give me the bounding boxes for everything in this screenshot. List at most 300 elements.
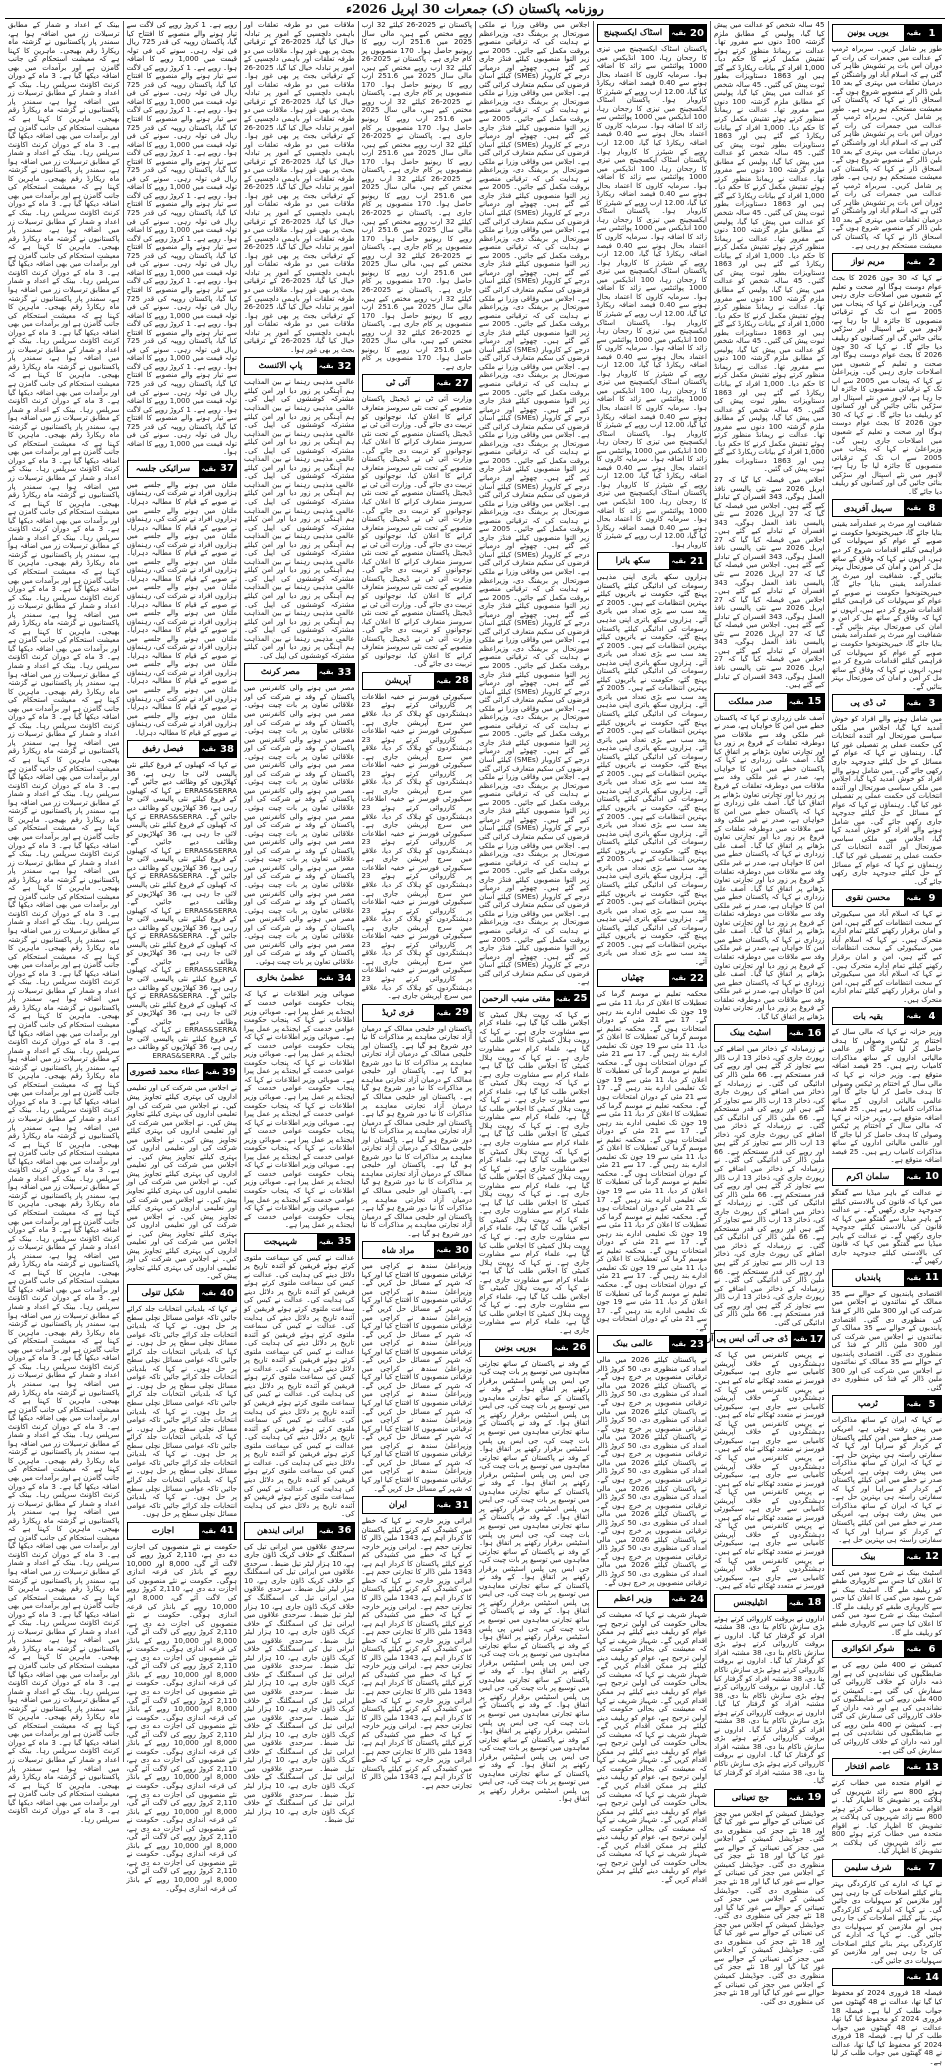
story-number: 12 <box>923 1549 941 1565</box>
story-title: ڈی جی آئی ایس پی آر <box>707 1334 788 1345</box>
story-body-continued: اداروں نے بروقت کارروائی کرتے ہوئے بڑی سازش ناکام بنا دی، 38 مشتبہ افراد کو گرفتار کیا گیا۔ <box>714 1750 825 1786</box>
story-body-continued: محکمہ تعلیم نے موسم گرما کی تعطیلات کا اعلان کر دیا، 11 مئی سے 19 جون تک تعلیمی ادارے بند رہیں گے۔ 17 سے 21 مئی کے دوران امتحانات ہوں گے۔ <box>596 1057 708 1110</box>
story-number: 26 <box>571 1340 589 1356</box>
story-number: 27 <box>453 375 471 391</box>
story-body-continued: وزارت آئی ٹی نے ڈیجیٹل پاکستان منصوبے کے تحت نئی سروسز متعارف کرانے کا اعلان کیا، نوجوانوں کو تربیت دی جائے گی۔ <box>361 599 472 635</box>
story-body-continued: محکمہ تعلیم نے موسم گرما کی تعطیلات کا اعلان کر دیا، 11 مئی سے 19 جون تک تعلیمی ادارے بند رہیں گے۔ 17 سے 21 مئی کے دوران امتحانات ہوں گے۔ <box>596 1280 708 1332</box>
story-number: 38 <box>218 741 236 757</box>
story-body: حکومت نے نئے منصوبوں کی اجازت دے دی ہے، 2,110 کروڑ روپے کی لاگت آئے گی، 8,000 اور 10,000 روپے کے بانڈز کی قرعہ اندازی ہوگی۔ حکومت نے نئے منصوبوں کی اجازت دے دی ہے، 2,110 کروڑ روپے کی لاگت آئے گی، 8,000 اور 10,000 روپے کے بانڈز کی قرعہ اندازی ہوگی۔ حکومت نے نئے منصوبوں کی اجازت دے دی ہے، 2,110 کروڑ روپے کی لاگت آئے گی، 8,000 اور 10,000 روپے کے بانڈز کی قرعہ اندازی ہوگی۔ حکومت نے نئے منصوبوں کی اجازت دے دی ہے، 2,110 کروڑ روپے کی لاگت آئے گی، 8,000 اور 10,000 روپے کے بانڈز کی قرعہ اندازی ہوگی۔ حکومت نے نئے منصوبوں کی اجازت دے دی ہے، 2,110 کروڑ روپے کی لاگت آئے گی، 8,000 اور 10,000 روپے کے بانڈز کی قرعہ اندازی ہوگی۔ حکومت نے نئے منصوبوں کی اجازت دے دی ہے، 2,110 کروڑ روپے کی لاگت آئے گی، 8,000 اور 10,000 روپے کے بانڈز کی قرعہ اندازی ہوگی۔ حکومت نے نئے منصوبوں کی اجازت دے دی ہے، 2,110 کروڑ روپے کی لاگت آئے گی، 8,000 اور 10,000 روپے کے بانڈز کی قرعہ اندازی ہوگی۔ حکومت نے نئے منصوبوں کی اجازت دے دی ہے، 2,110 کروڑ روپے کی لاگت آئے گی، 8,000 اور 10,000 روپے کے بانڈز کی قرعہ اندازی ہوگی۔ حکومت نے نئے منصوبوں کی اجازت دے دی ہے، 2,110 کروڑ روپے کی لاگت آئے گی، 8,000 اور 10,000 روپے کے بانڈز کی قرعہ اندازی ہوگی۔ حکومت نے نئے منصوبوں کی اجازت دے دی ہے، 2,110 کروڑ روپے کی لاگت آئے گی، 8,000 اور 10,000 روپے کے بانڈز کی قرعہ اندازی ہوگی۔ <box>126 1541 238 1893</box>
story-body-continued: 45 سالہ شخص کو عدالت میں پیش کیا گیا، پولیس کے مطابق ملزم گزشتہ 100 دنوں سے مفرور تھا۔ عدالت نے ریمانڈ منظور کرتے ہوئے تفتیش مکمل کرنے کا حکم دیا۔ 1,000 افراد کے بیانات ریکارڈ کیے گئے ہیں اور 1863 دستاویزات بطور ثبوت پیش کی گئیں۔ <box>714 79 825 158</box>
story-title: مریم نواز <box>851 257 885 268</box>
story-body-continued: شہباز شریف نے کہا کہ معیشت کی بحالی حکومت کی اولین ترجیح ہے، عوام کو ریلیف دینے کیلئے ہر ممکن اقدام کریں گے۔ <box>596 1815 707 1850</box>
story-body-continued: نے پریس کانفرنس میں کہا کہ دہشتگردوں کے خلاف آپریشن کامیابی سے جاری ہے، سیکیورٹی فورسز نے متعدد ٹھکانے تباہ کیے ہیں۔ <box>714 1418 825 1454</box>
story-body-continued: سرحدی علاقوں میں ایرانی تیل کی اسمگلنگ کے خلاف کریک ڈاؤن جاری ہے، 10 ہزار لیٹر تیل ضبط۔ <box>244 1661 355 1696</box>
story-title: وزیر اعظم <box>613 1594 653 1605</box>
story-body-continued: پاکستان اسٹاک ایکسچینج میں تیزی کا رجحان رہا، 100 انڈیکس میں 1000 پوائنٹس سے زائد کا اضافہ ہوا۔ سرمایہ کاروں کا اعتماد بحال ہونے سے 0.40 فیصد اضافہ ریکارڈ کیا گیا، 12.00 ارب روپے کے شیئرز کا کاروبار ہوا۔ <box>596 95 707 156</box>
story-body-continued: جوڈیشل کمیشن کے اجلاس میں ججز کی تعیناتی کے حوالے سے غور کیا گیا اور 18 نئے ججز کی منظوری دی گئی۔ <box>714 1945 825 1981</box>
story-body-continued: نے کہا کہ بلدیاتی انتخابات جلد کرائے جائیں تاکہ عوامی مسائل نچلی سطح پر حل ہوں۔ <box>126 1423 238 1459</box>
story-body-continued: مصر میں ہونے والی کانفرنس میں پاکستان کے وفد نے شرکت کی اور علاقائی تعاون پر بات چیت ہوئی۔ <box>244 888 355 915</box>
story-body-continued: اجلاس میں وفاقی وزرا نے ملکی صورتحال پر بریفنگ دی، وزیراعظم نے ہدایت کی کہ ترقیاتی منصوبے بروقت مکمل کیے جائیں۔ 2005 سے زیر التوا منصوبوں کیلئے فنڈز جاری کیے گئے ہیں۔ چھوٹے اور درمیانے درجے کے کاروبار (SMEs) کیلئے آسان قرضوں کی سکیم متعارف کرائی گئی ہے۔ <box>479 772 590 850</box>
story-body-continued: 45 سالہ شخص کو عدالت میں پیش کیا گیا، پولیس کے مطابق ملزم گزشتہ 100 دنوں سے مفرور تھا۔ عدالت نے ریمانڈ منظور کرتے ہوئے تفتیش مکمل کرنے کا حکم دیا۔ 1,000 افراد کے بیانات ریکارڈ کیے گئے ہیں اور 1863 دستاویزات بطور ثبوت پیش کی گئیں۔ <box>714 276 825 346</box>
story-body-continued: 45 سالہ شخص کو عدالت میں پیش کیا گیا، پولیس کے مطابق ملزم گزشتہ 100 دنوں سے مفرور تھا۔ عدالت نے ریمانڈ منظور کرتے ہوئے تفتیش مکمل کرنے کا حکم دیا۔ 1,000 افراد کے بیانات ریکارڈ کیے گئے ہیں اور 1863 دستاویزات بطور ثبوت پیش کی گئیں۔ <box>714 336 825 414</box>
story-body-continued: سرحدی علاقوں میں ایرانی تیل کی اسمگلنگ کے خلاف کریک ڈاؤن جاری ہے، 10 ہزار لیٹر تیل ضبط۔ <box>244 1789 355 1825</box>
story-number: 33 <box>336 664 354 680</box>
story-number: 11 <box>923 1270 941 1286</box>
story-body: ایرانی وزیر خارجہ نے کہا کہ خطے میں کشیدگی کم کرنے کیلئے پاکستان کا کردار اہم ہے، 1343 ملین ڈالر کا تجارتی حجم ہے۔ ایرانی وزیر خارجہ نے کہا کہ خطے میں کشیدگی کم کرنے کیلئے پاکستان کا کردار اہم ہے، 1343 ملین ڈالر کا تجارتی حجم ہے۔ ایرانی وزیر خارجہ نے کہا کہ خطے میں کشیدگی کم کرنے کیلئے پاکستان کا کردار اہم ہے، 1343 ملین ڈالر کا تجارتی حجم ہے۔ ایرانی وزیر خارجہ نے کہا کہ خطے میں کشیدگی کم کرنے کیلئے پاکستان کا کردار اہم ہے، 1343 ملین ڈالر کا تجارتی حجم ہے۔ ایرانی وزیر خارجہ نے کہا کہ خطے میں کشیدگی کم کرنے کیلئے پاکستان کا کردار اہم ہے، 1343 ملین ڈالر کا تجارتی حجم ہے۔ ایرانی وزیر خارجہ نے کہا کہ خطے میں کشیدگی کم کرنے کیلئے پاکستان کا کردار اہم ہے، 1343 ملین ڈالر کا تجارتی حجم ہے۔ ایرانی وزیر خارجہ نے کہا کہ خطے میں کشیدگی کم کرنے کیلئے پاکستان کا کردار اہم ہے، 1343 ملین ڈالر کا تجارتی حجم ہے۔ ایرانی وزیر خارجہ نے کہا کہ خطے میں کشیدگی کم کرنے کیلئے پاکستان کا کردار اہم ہے، 1343 ملین ڈالر کا تجارتی حجم ہے۔ ایرانی وزیر خارجہ نے کہا کہ خطے میں کشیدگی کم کرنے کیلئے پاکستان کا کردار اہم ہے، 1343 ملین ڈالر کا تجارتی حجم ہے۔ <box>361 1516 473 1790</box>
story-title: ایران <box>388 1500 407 1511</box>
story-body: نے کہا کہ ایران کے ساتھ مذاکرات میں پیش رفت ہوئی ہے، امریکی صدر نے خطے میں امن کیلئے پاکستان کے کردار کو سراہا اور کہا کہ سفارتی راستہ ہی بہترین حل ہے۔ نے کہا کہ ایران کے ساتھ مذاکرات میں پیش رفت ہوئی ہے، امریکی صدر نے خطے میں امن کیلئے پاکستان کے کردار کو سراہا اور کہا کہ سفارتی راستہ ہی بہترین حل ہے۔ نے کہا کہ ایران کے ساتھ مذاکرات میں پیش رفت ہوئی ہے، امریکی صدر نے خطے میں امن کیلئے پاکستان کے کردار کو سراہا اور کہا کہ سفارتی راستہ ہی بہترین حل ہے۔ <box>831 1415 942 1545</box>
story-body-continued: مصر میں ہونے والی کانفرنس میں پاکستان کے وفد نے شرکت کی اور علاقائی تعاون پر بات چیت ہوئی۔ <box>244 939 355 966</box>
story-body-continued: حکومت نے نئے منصوبوں کی اجازت دے دی ہے، 2,110 کروڑ روپے کی لاگت آئے گی، 8,000 اور 10,000 روپے کے بانڈز کی قرعہ اندازی ہوگی۔ <box>126 1644 238 1688</box>
story-body-continued: شہباز شریف نے کہا کہ معیشت کی بحالی حکومت کی اولین ترجیح ہے، عوام کو ریلیف دینے کیلئے ہر ممکن اقدام کریں گے۔ <box>596 1789 707 1825</box>
story-body-continued: شہباز شریف نے کہا کہ معیشت کی بحالی حکومت کی اولین ترجیح ہے، عوام کو ریلیف دینے کیلئے ہر ممکن اقدام کریں گے۔ <box>596 1695 707 1731</box>
story-continuation-header <box>832 24 943 42</box>
story-body-continued: ایرانی وزیر خارجہ نے کہا کہ خطے میں کشیدگی کم کرنے کیلئے پاکستان کا کردار اہم ہے، 1343 ملین ڈالر کا تجارتی حجم ہے۔ <box>361 1721 472 1756</box>
story-body-continued: جوڈیشل کمیشن کے اجلاس میں ججز کی تعیناتی کے حوالے سے غور کیا گیا اور 18 نئے ججز کی منظوری دی گئی۔ <box>714 1859 825 1895</box>
story-body-continued: روپے ہے۔ 1 کروڑ روپے کی لاگت سے تیار ہونے والے منصوبے کا افتتاح کیا گیا، پاکستان روپیہ کی قدر 725 ریال فی تولہ رہی۔ سونے کی فی تولہ قیمت میں 1,000 روپے کا اضافہ ہوا۔ <box>126 190 237 243</box>
story-body-continued: شہباز شریف نے کہا کہ معیشت کی بحالی حکومت کی اولین ترجیح ہے، عوام کو ریلیف دینے کیلئے ہر ممکن اقدام کریں گے۔ <box>596 1755 707 1790</box>
story-body-continued: وزیراعلیٰ سندھ نے کراچی میں ترقیاتی منصوبوں کا افتتاح کیا اور کہا کہ شہر کے مسائل حل کریں گے۔ <box>361 1440 472 1467</box>
story-body-continued: سیکیورٹی فورسز نے خفیہ اطلاعات پر کارروائی کرتے ہوئے 23 دہشتگردوں کو ہلاک کر دیا، علاقے میں سرچ آپریشن جاری ہے۔ <box>361 760 472 795</box>
story-continuation-header <box>362 1004 473 1022</box>
story-body-continued: مصر میں ہونے والی کانفرنس میں پاکستان کے وفد نے شرکت کی اور علاقائی تعاون پر بات چیت ہوئی۔ <box>244 760 355 787</box>
story-body-continued: کے وفد نے پاکستان کے ساتھ تجارتی معاہدوں میں توسیع پر بات چیت کی، جی ایس پی پلس اسٹیٹس برقرار رکھنے پر اتفاق ہوا۔ <box>479 1700 590 1736</box>
news-column <box>707 20 828 2006</box>
story-body-continued: صوبائی وزیر اطلاعات نے کہا کہ پنجاب حکومت عوامی خدمت کے ایجنڈے پر عمل پیرا ہے۔ <box>244 1117 355 1144</box>
story-body-continued: روپے ہے۔ 1 کروڑ روپے کی لاگت سے تیار ہونے والے منصوبے کا افتتاح کیا گیا، پاکستان روپیہ کی قدر 725 ریال فی تولہ رہی۔ سونے کی فی تولہ قیمت میں 1,000 روپے کا اضافہ ہوا۔ <box>126 62 237 115</box>
story-body-continued: ہزاروں سکھ یاتری اپنی مذہبی رسومات کی ادائیگی کیلئے پاکستان پہنچ گئے، حکومت نے یاتریوں کیلئے بہترین انتظامات کیے ہیں۔ 2005 کے بعد سب سے بڑی تعداد میں یاتری آئے۔ <box>596 615 707 667</box>
continued-label: بقیہ <box>903 25 923 41</box>
story-body: اداروں نے بروقت کارروائی کرتے ہوئے بڑی سازش ناکام بنا دی، 38 مشتبہ افراد کو گرفتار کیا گیا۔ اداروں نے بروقت کارروائی کرتے ہوئے بڑی سازش ناکام بنا دی، 38 مشتبہ افراد کو گرفتار کیا گیا۔ اداروں نے بروقت کارروائی کرتے ہوئے بڑی سازش ناکام بنا دی، 38 مشتبہ افراد کو گرفتار کیا گیا۔ اداروں نے بروقت کارروائی کرتے ہوئے بڑی سازش ناکام بنا دی، 38 مشتبہ افراد کو گرفتار کیا گیا۔ اداروں نے بروقت کارروائی کرتے ہوئے بڑی سازش ناکام بنا دی، 38 مشتبہ افراد کو گرفتار کیا گیا۔ اداروں نے بروقت کارروائی کرتے ہوئے بڑی سازش ناکام بنا دی، 38 مشتبہ افراد کو گرفتار کیا گیا۔ اداروں نے بروقت کارروائی کرتے ہوئے بڑی سازش ناکام بنا دی، 38 مشتبہ افراد کو گرفتار کیا گیا۔ <box>714 1613 825 1786</box>
continued-label: بقیہ <box>786 1595 806 1611</box>
story-body-continued: نے پریس کانفرنس میں کہا کہ دہشتگردوں کے خلاف آپریشن کامیابی سے جاری ہے، سیکیورٹی فورسز نے متعدد ٹھکانے تباہ کیے ہیں۔ <box>714 1487 825 1522</box>
story-body-continued: سرحدی علاقوں میں ایرانی تیل کی اسمگلنگ کے خلاف کریک ڈاؤن جاری ہے، 10 ہزار لیٹر تیل ضبط۔ <box>244 1558 355 1594</box>
story-body-continued: مصر میں ہونے والی کانفرنس میں پاکستان کے وفد نے شرکت کی اور علاقائی تعاون پر بات چیت ہوئی۔ <box>244 785 355 813</box>
column-grid <box>5 20 945 2066</box>
story-number: 4 <box>923 1008 941 1024</box>
story-body-continued: نے اجلاس میں شرکت کی اور تعلیمی اداروں کی بہتری کیلئے تجاویز پیش کیں۔ <box>126 1194 237 1221</box>
story-body-continued: نے کہا کہ رویت ہلال کمیٹی کا اجلاس طلب کیا گیا ہے، علماء کرام سے مشاورت جاری ہے۔ <box>479 1078 590 1105</box>
story-body-continued: ملاقات میں دو طرفہ تعلقات اور باہمی دلچسپی کے امور پر تبادلہ خیال کیا گیا، 2025-26 کے ترقیاتی بجٹ پر بھی غور ہوا۔ <box>244 284 355 320</box>
story-body-continued: نے کہا کہ کھیلوں کے فروغ کیلئے نئی پالیسی لائی جا رہی ہے، 36 کھلاڑیوں کو وظائف دیے جائیں گے۔ ERRAS&SERRA <box>126 845 238 881</box>
continued-label: بقیہ <box>316 1523 336 1539</box>
story-body: اقتصادی پابندیوں کے حوالے سے 35 ممالک کے نمائندوں نے اجلاس میں شرکت کی اور 300 ملین ڈالر کے فنڈ کی منظوری دی گئی۔ اقتصادی پابندیوں کے حوالے سے 35 ممالک کے نمائندوں نے اجلاس میں شرکت کی اور 300 ملین ڈالر کے فنڈ کی منظوری دی گئی۔ اقتصادی پابندیوں کے حوالے سے 35 ممالک کے نمائندوں نے اجلاس میں شرکت کی اور 300 ملین ڈالر کے فنڈ کی منظوری دی گئی۔ <box>831 1288 943 1392</box>
story-body-continued: ملتان میں ہونے والے جلسے میں ہزاروں افراد نے شرکت کی، رہنماؤں نے صوبے کے قیام کا مطالبہ دہرایا۔ <box>126 608 237 635</box>
story-body-continued: بینک کے اعداد و شمار کے مطابق ترسیلات زر میں اضافہ ہوا ہے، سمندر پار پاکستانیوں نے گزشتہ ماہ ریکارڈ رقم بھیجی۔ ماہرین کا کہنا ہے کہ معیشت استحکام کی جانب گامزن ہے اور برآمدات میں بھی اضافہ دیکھا گیا ہے۔ 3 ماہ کے دوران کرنٹ اکاؤنٹ سرپلس رہا۔ <box>8 1302 120 1371</box>
story-body-continued: اجلاس میں وفاقی وزرا نے ملکی صورتحال پر بریفنگ دی، وزیراعظم نے ہدایت کی کہ ترقیاتی منصوبے بروقت مکمل کیے جائیں۔ 2005 سے زیر التوا منصوبوں کیلئے فنڈز جاری کیے گئے ہیں۔ چھوٹے اور درمیانے درجے کے کاروبار (SMEs) کیلئے آسان قرضوں کی سکیم متعارف کرائی گئی ہے۔ <box>479 293 590 371</box>
story-continuation-header <box>244 357 355 375</box>
story-body-continued: ملتان میں ہونے والے جلسے میں ہزاروں افراد نے شرکت کی، رہنماؤں نے صوبے کے قیام کا مطالبہ دہرایا۔ <box>126 633 237 660</box>
story-body-continued: ملاقات میں دو طرفہ تعلقات اور باہمی دلچسپی کے امور پر تبادلہ خیال کیا گیا، 2025-26 کے ترقیاتی بجٹ پر بھی غور ہوا۔ <box>244 199 355 235</box>
story-body-continued: صوبائی وزیر اطلاعات نے کہا کہ پنجاب حکومت عوامی خدمت کے ایجنڈے پر عمل پیرا ہے۔ <box>244 1032 355 1059</box>
story-body-continued: کے وفد نے پاکستان کے ساتھ تجارتی معاہدوں میں توسیع پر بات چیت کی، جی ایس پی پلس اسٹیٹس برقرار رکھنے پر اتفاق ہوا۔ <box>479 1606 590 1642</box>
story-body-continued: نے پاکستان کیلئے 2026 میں مالی امداد کی منظوری دی، 50 کروڑ ڈالر ترقیاتی منصوبوں پر خرچ ہوں گے۔ <box>596 1509 707 1536</box>
continued-label: بقیہ <box>668 25 688 41</box>
story-body-continued: وزارت آئی ٹی نے ڈیجیٹل پاکستان منصوبے کے تحت نئی سروسز متعارف کرانے کا اعلان کیا، نوجوانوں کو تربیت دی جائے گی۔ <box>361 573 472 609</box>
story-body: کے وفد نے پاکستان کے ساتھ تجارتی معاہدوں میں توسیع پر بات چیت کی، جی ایس پی پلس اسٹیٹس برقرار رکھنے پر اتفاق ہوا۔ کے وفد نے پاکستان کے ساتھ تجارتی معاہدوں میں توسیع پر بات چیت کی، جی ایس پی پلس اسٹیٹس برقرار رکھنے پر اتفاق ہوا۔ کے وفد نے پاکستان کے ساتھ تجارتی معاہدوں میں توسیع پر بات چیت کی، جی ایس پی پلس اسٹیٹس برقرار رکھنے پر اتفاق ہوا۔ کے وفد نے پاکستان کے ساتھ تجارتی معاہدوں میں توسیع پر بات چیت کی، جی ایس پی پلس اسٹیٹس برقرار رکھنے پر اتفاق ہوا۔ کے وفد نے پاکستان کے ساتھ تجارتی معاہدوں میں توسیع پر بات چیت کی، جی ایس پی پلس اسٹیٹس برقرار رکھنے پر اتفاق ہوا۔ کے وفد نے پاکستان کے ساتھ تجارتی معاہدوں میں توسیع پر بات چیت کی، جی ایس پی پلس اسٹیٹس برقرار رکھنے پر اتفاق ہوا۔ کے وفد نے پاکستان کے ساتھ تجارتی معاہدوں میں توسیع پر بات چیت کی، جی ایس پی پلس اسٹیٹس برقرار رکھنے پر اتفاق ہوا۔ کے وفد نے پاکستان کے ساتھ تجارتی معاہدوں میں توسیع پر بات چیت کی، جی ایس پی پلس اسٹیٹس برقرار رکھنے پر اتفاق ہوا۔ کے وفد نے پاکستان کے ساتھ تجارتی معاہدوں میں توسیع پر بات چیت کی، جی ایس پی پلس اسٹیٹس برقرار رکھنے پر اتفاق ہوا۔ کے وفد نے پاکستان کے ساتھ تجارتی معاہدوں میں توسیع پر بات چیت کی، جی ایس پی پلس اسٹیٹس برقرار رکھنے پر اتفاق ہوا۔ کے وفد نے پاکستان کے ساتھ تجارتی معاہدوں میں توسیع پر بات چیت کی، جی ایس پی پلس اسٹیٹس برقرار رکھنے پر اتفاق ہوا۔ کے وفد نے پاکستان کے ساتھ تجارتی معاہدوں میں توسیع پر بات چیت کی، جی ایس پی پلس اسٹیٹس برقرار رکھنے پر اتفاق ہوا۔ کے وفد نے پاکستان کے ساتھ تجارتی معاہدوں میں توسیع پر بات چیت کی، جی ایس پی پلس اسٹیٹس برقرار رکھنے پر اتفاق ہوا۔ کے وفد نے پاکستان کے ساتھ تجارتی معاہدوں میں توسیع پر بات چیت کی، جی ایس پی پلس اسٹیٹس برقرار رکھنے پر اتفاق ہوا۔ <box>479 1358 590 1804</box>
story-body-continued: کے وفد نے پاکستان کے ساتھ تجارتی معاہدوں میں توسیع پر بات چیت کی، جی ایس پی پلس اسٹیٹس برقرار رکھنے پر اتفاق ہوا۔ <box>479 1734 590 1770</box>
story-body-continued: اجلاس میں وفاقی وزرا نے ملکی صورتحال پر بریفنگ دی، وزیراعظم نے ہدایت کی کہ ترقیاتی منصوبے بروقت مکمل کیے جائیں۔ 2005 سے زیر التوا منصوبوں کیلئے فنڈز جاری کیے گئے ہیں۔ چھوٹے اور درمیانے درجے کے کاروبار (SMEs) کیلئے آسان قرضوں کی سکیم متعارف کرائی گئی ہے۔ <box>479 156 590 235</box>
story-title: محسن نقوی <box>845 893 891 904</box>
story-body-continued: ملاقات میں دو طرفہ تعلقات اور باہمی دلچسپی کے امور پر تبادلہ خیال کیا گیا، 2025-26 کے ترقیاتی بجٹ پر بھی غور ہوا۔ <box>244 165 355 200</box>
story-body-continued: عدالت نے کیس کی سماعت ملتوی کرتے ہوئے فریقین کو آئندہ تاریخ پر دلائل دینے کی ہدایت کی۔ <box>244 1346 355 1373</box>
story-body: نے کہا کہ اسلام آباد میں سیکیورٹی کے سخت انتظامات کیے گئے ہیں، امن و امان برقرار رکھنے کیلئے تمام ادارے متحرک ہیں۔ نے کہا کہ اسلام آباد میں سیکیورٹی کے سخت انتظامات کیے گئے ہیں، امن و امان برقرار رکھنے کیلئے تمام ادارے متحرک ہیں۔ نے کہا کہ اسلام آباد میں سیکیورٹی کے سخت انتظامات کیے گئے ہیں، امن و امان برقرار رکھنے کیلئے تمام ادارے متحرک ہیں۔ <box>831 909 942 1004</box>
story-body-continued: نے کہا کہ رویت ہلال کمیٹی کا اجلاس طلب کیا گیا ہے، علماء کرام سے مشاورت جاری ہے۔ <box>479 1052 590 1079</box>
story-body-continued: وزیر خزانہ نے کہا کہ مالی سال کے اختتام پر ٹیکس وصولی کا ہدف حاصل کر لیا جائے گا اور عالمی مالیاتی اداروں کے ساتھ مذاکرات کامیاب رہے ہیں۔ 25 فیصد اضافہ متوقع ہے۔ <box>831 1112 942 1165</box>
story-body-continued: روپے ہے۔ 1 کروڑ روپے کی لاگت سے تیار ہونے والے منصوبے کا افتتاح کیا گیا، پاکستان روپیہ کی قدر 725 ریال فی تولہ رہی۔ سونے کی فی تولہ قیمت میں 1,000 روپے کا اضافہ ہوا۔ <box>126 361 237 414</box>
story-body-continued: اجلاس میں وفاقی وزرا نے ملکی صورتحال پر بریفنگ دی، وزیراعظم نے ہدایت کی کہ ترقیاتی منصوبے بروقت مکمل کیے جائیں۔ 2005 سے زیر التوا منصوبوں کیلئے فنڈز جاری کیے گئے ہیں۔ چھوٹے اور درمیانے درجے کے کاروبار (SMEs) کیلئے آسان قرضوں کی سکیم متعارف کرائی گئی ہے۔ <box>479 908 590 987</box>
story-title: سہیل آفریدی <box>843 503 893 514</box>
story-number: 36 <box>336 1523 354 1539</box>
story-body-continued: عالمی مذہبی رہنما نے بین المذاہب ہم آہنگی پر زور دیا اور امن کیلئے مشترکہ کوششوں کی اپیل کی۔ <box>244 608 355 635</box>
story-continuation-header <box>127 460 238 478</box>
story-body-continued: اجلاس میں فیصلہ کیا گیا کہ 27 اپریل 2026 سے نئی پالیسی نافذ العمل ہوگی، 343 افسران کے تبادلے کیے گئے ہیں۔ <box>714 620 825 655</box>
story-body-continued: محکمہ تعلیم نے موسم گرما کی تعطیلات کا اعلان کر دیا، 11 مئی سے 19 جون تک تعلیمی ادارے بند رہیں گے۔ 17 سے 21 مئی کے دوران امتحانات ہوں گے۔ <box>596 1211 708 1255</box>
story-body-continued: بینک کے اعداد و شمار کے مطابق ترسیلات زر میں اضافہ ہوا ہے، سمندر پار پاکستانیوں نے گزشتہ ماہ ریکارڈ رقم بھیجی۔ ماہرین کا کہنا ہے کہ معیشت استحکام کی جانب گامزن ہے اور برآمدات میں بھی اضافہ دیکھا گیا ہے۔ 3 ماہ کے دوران کرنٹ اکاؤنٹ سرپلس رہا۔ <box>8 276 120 346</box>
story-body-continued: آصف علی زرداری نے کہا کہ پاکستان خطے میں امن کا خواہاں ہے، صدر نے غیر ملکی وفد سے ملاقات میں دوطرفہ تعلقات کے فروغ پر زور دیا اور تجارتی تعاون بڑھانے پر اتفاق کیا گیا۔ <box>714 755 825 808</box>
story-title: ایرانی ایندھن <box>256 1525 304 1536</box>
story-body-continued: کے وفد نے پاکستان کے ساتھ تجارتی معاہدوں میں توسیع پر بات چیت کی، جی ایس پی پلس اسٹیٹس برقرار رکھنے پر اتفاق ہوا۔ <box>479 1546 590 1582</box>
story-body-continued: عالمی مذہبی رہنما نے بین المذاہب ہم آہنگی پر زور دیا اور امن کیلئے مشترکہ کوششوں کی اپیل کی۔ <box>244 402 355 430</box>
story-body-continued: پاکستان اور خلیجی ممالک کے درمیان آزاد تجارتی معاہدے پر مذاکرات کا نیا دور شروع ہو گیا ہے۔ <box>361 1186 472 1213</box>
story-body-continued: عالمی مذہبی رہنما نے بین المذاہب ہم آہنگی پر زور دیا اور امن کیلئے مشترکہ کوششوں کی اپیل کی۔ <box>244 479 355 506</box>
story-title: ٹرمپ <box>857 1399 878 1410</box>
story-number: 18 <box>806 1595 824 1611</box>
story-title: سکھ یاترا <box>615 556 651 567</box>
story-title: فیصل رفیق <box>142 744 184 755</box>
story-body: روپے ہے۔ 1 کروڑ روپے کی لاگت سے تیار ہونے والے منصوبے کا افتتاح کیا گیا، پاکستان روپیہ کی قدر 725 ریال فی تولہ رہی۔ سونے کی فی تولہ قیمت میں 1,000 روپے کا اضافہ ہوا۔ روپے ہے۔ 1 کروڑ روپے کی لاگت سے تیار ہونے والے منصوبے کا افتتاح کیا گیا، پاکستان روپیہ کی قدر 725 ریال فی تولہ رہی۔ سونے کی فی تولہ قیمت میں 1,000 روپے کا اضافہ ہوا۔ روپے ہے۔ 1 کروڑ روپے کی لاگت سے تیار ہونے والے منصوبے کا افتتاح کیا گیا، پاکستان روپیہ کی قدر 725 ریال فی تولہ رہی۔ سونے کی فی تولہ قیمت میں 1,000 روپے کا اضافہ ہوا۔ روپے ہے۔ 1 کروڑ روپے کی لاگت سے تیار ہونے والے منصوبے کا افتتاح کیا گیا، پاکستان روپیہ کی قدر 725 ریال فی تولہ رہی۔ سونے کی فی تولہ قیمت میں 1,000 روپے کا اضافہ ہوا۔ روپے ہے۔ 1 کروڑ روپے کی لاگت سے تیار ہونے والے منصوبے کا افتتاح کیا گیا، پاکستان روپیہ کی قدر 725 ریال فی تولہ رہی۔ سونے کی فی تولہ قیمت میں 1,000 روپے کا اضافہ ہوا۔ روپے ہے۔ 1 کروڑ روپے کی لاگت سے تیار ہونے والے منصوبے کا افتتاح کیا گیا، پاکستان روپیہ کی قدر 725 ریال فی تولہ رہی۔ سونے کی فی تولہ قیمت میں 1,000 روپے کا اضافہ ہوا۔ روپے ہے۔ 1 کروڑ روپے کی لاگت سے تیار ہونے والے منصوبے کا افتتاح کیا گیا، پاکستان روپیہ کی قدر 725 ریال فی تولہ رہی۔ سونے کی فی تولہ قیمت میں 1,000 روپے کا اضافہ ہوا۔ روپے ہے۔ 1 کروڑ روپے کی لاگت سے تیار ہونے والے منصوبے کا افتتاح کیا گیا، پاکستان روپیہ کی قدر 725 ریال فی تولہ رہی۔ سونے کی فی تولہ قیمت میں 1,000 روپے کا اضافہ ہوا۔ روپے ہے۔ 1 کروڑ روپے کی لاگت سے تیار ہونے والے منصوبے کا افتتاح کیا گیا، پاکستان روپیہ کی قدر 725 ریال فی تولہ رہی۔ سونے کی فی تولہ قیمت میں 1,000 روپے کا اضافہ ہوا۔ روپے ہے۔ 1 کروڑ روپے کی لاگت سے تیار ہونے والے منصوبے کا افتتاح کیا گیا، پاکستان روپیہ کی قدر 725 ریال فی تولہ رہی۔ سونے کی فی تولہ قیمت میں 1,000 روپے کا اضافہ ہوا۔ <box>126 20 237 457</box>
story-body-continued: کے وفد نے پاکستان کے ساتھ تجارتی معاہدوں میں توسیع پر بات چیت کی، جی ایس پی پلس اسٹیٹس برقرار رکھنے پر اتفاق ہوا۔ <box>479 1418 590 1454</box>
story-body-continued: ایرانی وزیر خارجہ نے کہا کہ خطے میں کشیدگی کم کرنے کیلئے پاکستان کا کردار اہم ہے، 1343 ملین ڈالر کا تجارتی حجم ہے۔ <box>361 1601 472 1637</box>
continued-label: بقیہ <box>433 1242 453 1258</box>
story-body-continued: صوبائی وزیر اطلاعات نے کہا کہ پنجاب حکومت عوامی خدمت کے ایجنڈے پر عمل پیرا ہے۔ <box>244 1091 355 1127</box>
story-body-continued: وزیراعلیٰ سندھ نے کراچی میں ترقیاتی منصوبوں کا افتتاح کیا اور کہا کہ شہر کے مسائل حل کریں گے۔ <box>361 1466 472 1493</box>
story-number: 16 <box>806 1025 824 1041</box>
story-body-continued: ملاقات میں دو طرفہ تعلقات اور باہمی دلچسپی کے امور پر تبادلہ خیال کیا گیا، 2025-26 کے ترقیاتی بجٹ پر بھی غور ہوا۔ <box>244 79 355 115</box>
story-number: 37 <box>218 461 236 477</box>
story-body-continued: ملتان میں ہونے والے جلسے میں ہزاروں افراد نے شرکت کی، رہنماؤں نے صوبے کے قیام کا مطالبہ دہرایا۔ <box>126 505 237 532</box>
story-body-continued: شفافیت اور میرٹ پر عملدرآمد یقینی بنایا جائے گا، خیبرپختونخوا حکومت نے صوبے کے عوام کو سہولیات کی فراہمی کیلئے اقدامات شروع کر دیے ہیں، انہوں نے کہا کہ وفاق کے ساتھ مل کر امن و امان کی صورتحال بہتر بنائیں گے۔ <box>831 570 942 631</box>
story-body-continued: پاکستان اور خلیجی ممالک کے درمیان آزاد تجارتی معاہدے پر مذاکرات کا نیا دور شروع ہو گیا ہے۔ <box>361 1160 472 1195</box>
continued-label: بقیہ <box>433 673 453 689</box>
story-body: نے اقوام متحدہ میں خطاب کرتے ہوئے 800 سے زائد شہریوں کی ہلاکت پر تشویش کا اظہار کیا۔ نے اقوام متحدہ میں خطاب کرتے ہوئے 800 سے زائد شہریوں کی ہلاکت پر تشویش کا اظہار کیا۔ نے اقوام متحدہ میں خطاب کرتے ہوئے 800 سے زائد شہریوں کی ہلاکت پر تشویش کا اظہار کیا۔ <box>831 1778 942 1856</box>
story-body-continued: نے کہا کہ بلدیاتی انتخابات جلد کرائے جائیں تاکہ عوامی مسائل نچلی سطح پر حل ہوں۔ <box>126 1449 237 1476</box>
story-body-continued: سرحدی علاقوں میں ایرانی تیل کی اسمگلنگ کے خلاف کریک ڈاؤن جاری ہے، 10 ہزار لیٹر تیل ضبط۔ <box>244 1712 355 1748</box>
story-body-continued: اداروں نے بروقت کارروائی کرتے ہوئے بڑی سازش ناکام بنا دی، 38 مشتبہ افراد کو گرفتار کیا گیا۔ <box>714 1656 825 1692</box>
story-body-continued: روپے ہے۔ 1 کروڑ روپے کی لاگت سے تیار ہونے والے منصوبے کا افتتاح کیا گیا، پاکستان روپیہ کی قدر 725 ریال فی تولہ رہی۔ سونے کی فی تولہ قیمت میں 1,000 روپے کا اضافہ ہوا۔ <box>126 276 237 329</box>
story-title: عظمیٰ بخاری <box>256 973 305 984</box>
story-body-continued: نے پاکستان کیلئے 2026 میں مالی امداد کی منظوری دی، 50 کروڑ ڈالر ترقیاتی منصوبوں پر خرچ ہوں گے۔ <box>596 1380 707 1408</box>
story-title: اجازت <box>151 1525 175 1536</box>
continued-label: بقیہ <box>433 375 453 391</box>
news-column <box>123 20 241 1893</box>
story-body-continued: نے کہا کہ کھیلوں کے فروغ کیلئے نئی پالیسی لائی جا رہی ہے، 36 کھلاڑیوں کو وظائف دیے جائیں گے۔ ERRAS&SERRA <box>126 811 237 855</box>
story-continuation-header <box>832 1168 943 1186</box>
story-body: عدالت نے کیس کی سماعت ملتوی کرتے ہوئے فریقین کو آئندہ تاریخ پر دلائل دینے کی ہدایت کی۔ عدالت نے کیس کی سماعت ملتوی کرتے ہوئے فریقین کو آئندہ تاریخ پر دلائل دینے کی ہدایت کی۔ عدالت نے کیس کی سماعت ملتوی کرتے ہوئے فریقین کو آئندہ تاریخ پر دلائل دینے کی ہدایت کی۔ عدالت نے کیس کی سماعت ملتوی کرتے ہوئے فریقین کو آئندہ تاریخ پر دلائل دینے کی ہدایت کی۔ عدالت نے کیس کی سماعت ملتوی کرتے ہوئے فریقین کو آئندہ تاریخ پر دلائل دینے کی ہدایت کی۔ عدالت نے کیس کی سماعت ملتوی کرتے ہوئے فریقین کو آئندہ تاریخ پر دلائل دینے کی ہدایت کی۔ عدالت نے کیس کی سماعت ملتوی کرتے ہوئے فریقین کو آئندہ تاریخ پر دلائل دینے کی ہدایت کی۔ عدالت نے کیس کی سماعت ملتوی کرتے ہوئے فریقین کو آئندہ تاریخ پر دلائل دینے کی ہدایت کی۔ عدالت نے کیس کی سماعت ملتوی کرتے ہوئے فریقین کو آئندہ تاریخ پر دلائل دینے کی ہدایت کی۔ عدالت نے کیس کی سماعت ملتوی کرتے ہوئے فریقین کو آئندہ تاریخ پر دلائل دینے کی ہدایت کی۔ عدالت نے کیس کی سماعت ملتوی کرتے ہوئے فریقین کو آئندہ تاریخ پر دلائل دینے کی ہدایت کی۔ <box>244 1252 355 1519</box>
story-body-continued: سرحدی علاقوں میں ایرانی تیل کی اسمگلنگ کے خلاف کریک ڈاؤن جاری ہے، 10 ہزار لیٹر تیل ضبط۔ <box>244 1686 355 1722</box>
story-body-continued: نے اجلاس میں شرکت کی اور تعلیمی اداروں کی بہتری کیلئے تجاویز پیش کیں۔ <box>126 1211 237 1238</box>
story-body-continued: وزیر خزانہ نے کہا کہ مالی سال کے اختتام پر ٹیکس وصولی کا ہدف حاصل کر لیا جائے گا اور عالمی مالیاتی اداروں کے ساتھ مذاکرات کامیاب رہے ہیں۔ 25 فیصد اضافہ متوقع ہے۔ <box>831 1069 942 1122</box>
story-body-continued: بینک کے اعداد و شمار کے مطابق ترسیلات زر میں اضافہ ہوا ہے، سمندر پار پاکستانیوں نے گزشتہ ماہ ریکارڈ رقم بھیجی۔ ماہرین کا کہنا ہے کہ معیشت استحکام کی جانب گامزن ہے اور برآمدات میں بھی اضافہ دیکھا گیا ہے۔ 3 ماہ کے دوران کرنٹ اکاؤنٹ سرپلس رہا۔ <box>8 148 120 218</box>
story-body-continued: عدالت نے کیس کی سماعت ملتوی کرتے ہوئے فریقین کو آئندہ تاریخ پر دلائل دینے کی ہدایت کی۔ <box>244 1483 355 1519</box>
story-body-continued: عدالت نے کیس کی سماعت ملتوی کرتے ہوئے فریقین کو آئندہ تاریخ پر دلائل دینے کی ہدایت کی۔ <box>244 1389 355 1425</box>
story-body-continued: نے کہا کہ بلدیاتی انتخابات جلد کرائے جائیں تاکہ عوامی مسائل نچلی سطح پر حل ہوں۔ <box>126 1338 238 1373</box>
story-body-continued: شہباز شریف نے کہا کہ معیشت کی بحالی حکومت کی اولین ترجیح ہے، عوام کو ریلیف دینے کیلئے ہر ممکن اقدام کریں گے۔ <box>596 1849 707 1885</box>
story-body-continued: وزارت آئی ٹی نے ڈیجیٹل پاکستان منصوبے کے تحت نئی سروسز متعارف کرانے کا اعلان کیا، نوجوانوں کو تربیت دی جائے گی۔ <box>361 514 472 549</box>
story-title: اسٹیٹ بینک <box>729 1028 771 1039</box>
story-body: مصر میں ہونے والی کانفرنس میں پاکستان کے وفد نے شرکت کی اور علاقائی تعاون پر بات چیت ہوئی۔ مصر میں ہونے والی کانفرنس میں پاکستان کے وفد نے شرکت کی اور علاقائی تعاون پر بات چیت ہوئی۔ مصر میں ہونے والی کانفرنس میں پاکستان کے وفد نے شرکت کی اور علاقائی تعاون پر بات چیت ہوئی۔ مصر میں ہونے والی کانفرنس میں پاکستان کے وفد نے شرکت کی اور علاقائی تعاون پر بات چیت ہوئی۔ مصر میں ہونے والی کانفرنس میں پاکستان کے وفد نے شرکت کی اور علاقائی تعاون پر بات چیت ہوئی۔ مصر میں ہونے والی کانفرنس میں پاکستان کے وفد نے شرکت کی اور علاقائی تعاون پر بات چیت ہوئی۔ مصر میں ہونے والی کانفرنس میں پاکستان کے وفد نے شرکت کی اور علاقائی تعاون پر بات چیت ہوئی۔ مصر میں ہونے والی کانفرنس میں پاکستان کے وفد نے شرکت کی اور علاقائی تعاون پر بات چیت ہوئی۔ مصر میں ہونے والی کانفرنس میں پاکستان کے وفد نے شرکت کی اور علاقائی تعاون پر بات چیت ہوئی۔ مصر میں ہونے والی کانفرنس میں پاکستان کے وفد نے شرکت کی اور علاقائی تعاون پر بات چیت ہوئی۔ مصر میں ہونے والی کانفرنس میں پاکستان کے وفد نے شرکت کی اور علاقائی تعاون پر بات چیت ہوئی۔ <box>244 683 355 966</box>
story-continuation-header <box>244 969 355 987</box>
story-body-continued: نے کہا کہ رویت ہلال کمیٹی کا اجلاس طلب کیا گیا ہے، علماء کرام سے مشاورت جاری ہے۔ <box>479 1232 590 1267</box>
continued-label: بقیہ <box>198 1285 218 1301</box>
story-body-continued: نے کہا کہ کھیلوں کے فروغ کیلئے نئی پالیسی لائی جا رہی ہے، 36 کھلاڑیوں کو وظائف دیے جائیں گے۔ ERRAS&SERRA <box>126 991 237 1035</box>
story-body-continued: پاکستان نے 2025-26 کیلئے 32 ارب روپے مختص کیے ہیں، مالی سال 2025 میں 251.6 ارب روپے کا ریونیو حاصل ہوا۔ 170 منصوبوں پر کام جاری ہے۔ <box>361 242 473 294</box>
story-number: 5 <box>923 1396 941 1412</box>
story-body-continued: نے کہا کہ رویت ہلال کمیٹی کا اجلاس طلب کیا گیا ہے، علماء کرام سے مشاورت جاری ہے۔ <box>479 1257 590 1284</box>
story-body-continued: عدالت نے کیس کی سماعت ملتوی کرتے ہوئے فریقین کو آئندہ تاریخ پر دلائل دینے کی ہدایت کی۔ <box>244 1440 355 1467</box>
story-number: 6 <box>923 1641 941 1657</box>
story-body-continued: نے کہا کہ رویت ہلال کمیٹی کا اجلاس طلب کیا گیا ہے، علماء کرام سے مشاورت جاری ہے۔ <box>479 1120 590 1147</box>
story-body-continued: ایرانی وزیر خارجہ نے کہا کہ خطے میں کشیدگی کم کرنے کیلئے پاکستان کا کردار اہم ہے، 1343 ملین ڈالر کا تجارتی حجم ہے۔ <box>361 1755 473 1790</box>
story-body-continued: بینک کے اعداد و شمار کے مطابق ترسیلات زر میں اضافہ ہوا ہے، سمندر پار پاکستانیوں نے گزشتہ ماہ ریکارڈ رقم بھیجی۔ ماہرین کا کہنا ہے کہ معیشت استحکام کی جانب گامزن ہے اور برآمدات میں بھی اضافہ دیکھا گیا ہے۔ 3 ماہ کے دوران کرنٹ اکاؤنٹ سرپلس رہا۔ <box>8 336 120 414</box>
story-body-continued: جوڈیشل کمیشن کے اجلاس میں ججز کی تعیناتی کے حوالے سے غور کیا گیا اور 18 نئے ججز کی منظوری دی گئی۔ <box>714 1885 825 1921</box>
continued-label: بقیہ <box>316 664 336 680</box>
story-body-continued: ملتان میں ہونے والے جلسے میں ہزاروں افراد نے شرکت کی، رہنماؤں نے صوبے کے قیام کا مطالبہ دہرایا۔ <box>126 582 237 609</box>
story-body-continued: کے وفد نے پاکستان کے ساتھ تجارتی معاہدوں میں توسیع پر بات چیت کی، جی ایس پی پلس اسٹیٹس برقرار رکھنے پر اتفاق ہوا۔ <box>479 1760 590 1804</box>
story-title: شوگر انکوائری <box>841 1644 895 1655</box>
story-body-continued: نے پریس کانفرنس میں کہا کہ دہشتگردوں کے خلاف آپریشن کامیابی سے جاری ہے، سیکیورٹی فورسز نے متعدد ٹھکانے تباہ کیے ہیں۔ <box>714 1384 825 1420</box>
story-body-continued: ہزاروں سکھ یاتری اپنی مذہبی رسومات کی ادائیگی کیلئے پاکستان پہنچ گئے، حکومت نے یاتریوں کیلئے بہترین انتظامات کیے ہیں۔ 2005 کے بعد سب سے بڑی تعداد میں یاتری آئے۔ <box>596 871 707 924</box>
story-title: یورپی یونین <box>494 1342 537 1353</box>
story-body-continued: مصر میں ہونے والی کانفرنس میں پاکستان کے وفد نے شرکت کی اور علاقائی تعاون پر بات چیت ہوئی۔ <box>244 811 355 838</box>
story-body-continued: پاکستان اسٹاک ایکسچینج میں تیزی کا رجحان رہا، 100 انڈیکس میں 1000 پوائنٹس سے زائد کا اضافہ ہوا۔ سرمایہ کاروں کا اعتماد بحال ہونے سے 0.40 فیصد اضافہ ریکارڈ کیا گیا، 12.00 ارب روپے کے شیئرز کا کاروبار ہوا۔ <box>596 488 707 549</box>
masthead-rule <box>5 18 945 19</box>
story-body-continued: بینک کے اعداد و شمار کے مطابق ترسیلات زر میں اضافہ ہوا ہے، سمندر پار پاکستانیوں نے گزشتہ ماہ ریکارڈ رقم بھیجی۔ ماہرین کا کہنا ہے کہ معیشت استحکام کی جانب گامزن ہے اور برآمدات میں بھی اضافہ دیکھا گیا ہے۔ 3 ماہ کے دوران کرنٹ اکاؤنٹ سرپلس رہا۔ <box>8 592 120 671</box>
story-body-continued: نے کہا کہ رویت ہلال کمیٹی کا اجلاس طلب کیا گیا ہے، علماء کرام سے مشاورت جاری ہے۔ <box>479 1146 590 1173</box>
story-body-continued: اداروں نے بروقت کارروائی کرتے ہوئے بڑی سازش ناکام بنا دی، 38 مشتبہ افراد کو گرفتار کیا گیا۔ <box>714 1724 825 1760</box>
continued-label: بقیہ <box>553 991 573 1007</box>
story-number: 20 <box>688 25 706 41</box>
story-continuation-header <box>832 694 943 712</box>
story-body-continued: ہزاروں سکھ یاتری اپنی مذہبی رسومات کی ادائیگی کیلئے پاکستان پہنچ گئے، حکومت نے یاتریوں کیلئے بہترین انتظامات کیے ہیں۔ 2005 کے بعد سب سے بڑی تعداد میں یاتری آئے۔ <box>596 743 707 795</box>
story-body-continued: 45 سالہ شخص کو عدالت میں پیش کیا گیا، پولیس کے مطابق ملزم گزشتہ 100 دنوں سے مفرور تھا۔ عدالت نے ریمانڈ منظور کرتے ہوئے تفتیش مکمل کرنے کا حکم دیا۔ 1,000 افراد کے بیانات ریکارڈ کیے گئے ہیں اور 1863 دستاویزات بطور ثبوت پیش کی گئیں۔ <box>714 208 825 286</box>
story-body-continued: وزیراعلیٰ سندھ نے کراچی میں ترقیاتی منصوبوں کا افتتاح کیا اور کہا کہ شہر کے مسائل حل کریں گے۔ <box>361 1286 472 1314</box>
story-continuation-header <box>707 1330 825 1348</box>
story-body-continued: سرحدی علاقوں میں ایرانی تیل کی اسمگلنگ کے خلاف کریک ڈاؤن جاری ہے، 10 ہزار لیٹر تیل ضبط۔ <box>244 1763 355 1799</box>
story-body-continued: بینک کے اعداد و شمار کے مطابق ترسیلات زر میں اضافہ ہوا ہے، سمندر پار پاکستانیوں نے گزشتہ ماہ ریکارڈ رقم بھیجی۔ ماہرین کا کہنا ہے کہ معیشت استحکام کی جانب گامزن ہے اور برآمدات میں بھی اضافہ دیکھا گیا ہے۔ 3 ماہ کے دوران کرنٹ اکاؤنٹ سرپلس رہا۔ <box>8 977 120 1055</box>
story-body-continued: عدالت نے کیس کی سماعت ملتوی کرتے ہوئے فریقین کو آئندہ تاریخ پر دلائل دینے کی ہدایت کی۔ <box>244 1363 355 1399</box>
story-number: 15 <box>806 694 824 710</box>
story-body-continued: نے اجلاس میں شرکت کی اور تعلیمی اداروں کی بہتری کیلئے تجاویز پیش کیں۔ <box>126 1100 238 1127</box>
story-body-continued: عالمی مذہبی رہنما نے بین المذاہب ہم آہنگی پر زور دیا اور امن کیلئے مشترکہ کوششوں کی اپیل کی۔ <box>244 582 355 609</box>
story-body: نے زرمبادلہ کے ذخائر میں اضافے کی رپورٹ جاری کی، ذخائر 13 ارب ڈالر سے تجاوز کر گئے ہیں اور روپے کی قدر مستحکم ہے۔ 66 ملین ڈالر کی ادائیگی کی گئی۔ نے زرمبادلہ کے ذخائر میں اضافے کی رپورٹ جاری کی، ذخائر 13 ارب ڈالر سے تجاوز کر گئے ہیں اور روپے کی قدر مستحکم ہے۔ 66 ملین ڈالر کی ادائیگی کی گئی۔ نے زرمبادلہ کے ذخائر میں اضافے کی رپورٹ جاری کی، ذخائر 13 ارب ڈالر سے تجاوز کر گئے ہیں اور روپے کی قدر مستحکم ہے۔ 66 ملین ڈالر کی ادائیگی کی گئی۔ نے زرمبادلہ کے ذخائر میں اضافے کی رپورٹ جاری کی، ذخائر 13 ارب ڈالر سے تجاوز کر گئے ہیں اور روپے کی قدر مستحکم ہے۔ 66 ملین ڈالر کی ادائیگی کی گئی۔ نے زرمبادلہ کے ذخائر میں اضافے کی رپورٹ جاری کی، ذخائر 13 ارب ڈالر سے تجاوز کر گئے ہیں اور روپے کی قدر مستحکم ہے۔ 66 ملین ڈالر کی ادائیگی کی گئی۔ نے زرمبادلہ کے ذخائر میں اضافے کی رپورٹ جاری کی، ذخائر 13 ارب ڈالر سے تجاوز کر گئے ہیں اور روپے کی قدر مستحکم ہے۔ 66 ملین ڈالر کی ادائیگی کی گئی۔ نے زرمبادلہ کے ذخائر میں اضافے کی رپورٹ جاری کی، ذخائر 13 ارب ڈالر سے تجاوز کر گئے ہیں اور روپے کی قدر مستحکم ہے۔ 66 ملین ڈالر کی ادائیگی کی گئی۔ <box>714 1044 825 1327</box>
story-body-continued: بینک کے اعداد و شمار کے مطابق ترسیلات زر میں اضافہ ہوا ہے، سمندر پار پاکستانیوں نے گزشتہ ماہ ریکارڈ رقم بھیجی۔ ماہرین کا کہنا ہے کہ معیشت استحکام کی جانب گامزن ہے اور برآمدات میں بھی اضافہ دیکھا گیا ہے۔ 3 ماہ کے دوران کرنٹ اکاؤنٹ سرپلس رہا۔ <box>8 1105 120 1183</box>
story-body-continued: سیکیورٹی فورسز نے خفیہ اطلاعات پر کارروائی کرتے ہوئے 23 دہشتگردوں کو ہلاک کر دیا، علاقے میں سرچ آپریشن جاری ہے۔ <box>361 862 472 898</box>
story-body-continued: عالمی مذہبی رہنما نے بین المذاہب ہم آہنگی پر زور دیا اور امن کیلئے مشترکہ کوششوں کی اپیل کی۔ <box>244 556 355 583</box>
continued-label: بقیہ <box>433 1005 453 1021</box>
story-body-continued: نے کہا کہ اسلام آباد میں سیکیورٹی کے سخت انتظامات کیے گئے ہیں، امن و امان برقرار رکھنے کیلئے تمام ادارے متحرک ہیں۔ <box>831 934 942 970</box>
story-body-continued: نے کہا کہ رویت ہلال کمیٹی کا اجلاس طلب کیا گیا ہے، علماء کرام سے مشاورت جاری ہے۔ <box>479 1189 590 1216</box>
story-body-continued: اجلاس میں فیصلہ کیا گیا کہ 27 اپریل 2026 سے نئی پالیسی نافذ العمل ہوگی، 343 افسران کے تبادلے کیے گئے ہیں۔ <box>714 560 825 596</box>
story-body: ملاقات میں دو طرفہ تعلقات اور باہمی دلچسپی کے امور پر تبادلہ خیال کیا گیا، 2025-26 کے ترقیاتی بجٹ پر بھی غور ہوا۔ ملاقات میں دو طرفہ تعلقات اور باہمی دلچسپی کے امور پر تبادلہ خیال کیا گیا، 2025-26 کے ترقیاتی بجٹ پر بھی غور ہوا۔ ملاقات میں دو طرفہ تعلقات اور باہمی دلچسپی کے امور پر تبادلہ خیال کیا گیا، 2025-26 کے ترقیاتی بجٹ پر بھی غور ہوا۔ ملاقات میں دو طرفہ تعلقات اور باہمی دلچسپی کے امور پر تبادلہ خیال کیا گیا، 2025-26 کے ترقیاتی بجٹ پر بھی غور ہوا۔ ملاقات میں دو طرفہ تعلقات اور باہمی دلچسپی کے امور پر تبادلہ خیال کیا گیا، 2025-26 کے ترقیاتی بجٹ پر بھی غور ہوا۔ ملاقات میں دو طرفہ تعلقات اور باہمی دلچسپی کے امور پر تبادلہ خیال کیا گیا، 2025-26 کے ترقیاتی بجٹ پر بھی غور ہوا۔ ملاقات میں دو طرفہ تعلقات اور باہمی دلچسپی کے امور پر تبادلہ خیال کیا گیا، 2025-26 کے ترقیاتی بجٹ پر بھی غور ہوا۔ ملاقات میں دو طرفہ تعلقات اور باہمی دلچسپی کے امور پر تبادلہ خیال کیا گیا، 2025-26 کے ترقیاتی بجٹ پر بھی غور ہوا۔ ملاقات میں دو طرفہ تعلقات اور باہمی دلچسپی کے امور پر تبادلہ خیال کیا گیا، 2025-26 کے ترقیاتی بجٹ پر بھی غور ہوا۔ ملاقات میں دو طرفہ تعلقات اور باہمی دلچسپی کے امور پر تبادلہ خیال کیا گیا، 2025-26 کے ترقیاتی بجٹ پر بھی غور ہوا۔ ملاقات میں دو طرفہ تعلقات اور باہمی دلچسپی کے امور پر تبادلہ خیال کیا گیا، 2025-26 کے ترقیاتی بجٹ پر بھی غور ہوا۔ <box>244 20 355 354</box>
story-body: شفافیت اور میرٹ پر عملدرآمد یقینی بنایا جائے گا، خیبرپختونخوا حکومت نے صوبے کے عوام کو سہولیات کی فراہمی کیلئے اقدامات شروع کر دیے ہیں، انہوں نے کہا کہ وفاق کے ساتھ مل کر امن و امان کی صورتحال بہتر بنائیں گے۔ شفافیت اور میرٹ پر عملدرآمد یقینی بنایا جائے گا، خیبرپختونخوا حکومت نے صوبے کے عوام کو سہولیات کی فراہمی کیلئے اقدامات شروع کر دیے ہیں، انہوں نے کہا کہ وفاق کے ساتھ مل کر امن و امان کی صورتحال بہتر بنائیں گے۔ شفافیت اور میرٹ پر عملدرآمد یقینی بنایا جائے گا، خیبرپختونخوا حکومت نے صوبے کے عوام کو سہولیات کی فراہمی کیلئے اقدامات شروع کر دیے ہیں، انہوں نے کہا کہ وفاق کے ساتھ مل کر امن و امان کی صورتحال بہتر بنائیں گے۔ <box>831 519 942 691</box>
story-title: پاپ الائنسٹ <box>258 361 303 372</box>
story-title: مراد شاہ <box>381 1245 415 1256</box>
story-continuation-header <box>832 1269 943 1287</box>
story-title: مفتی منیب الرحمن <box>482 993 551 1004</box>
story-body-continued: نے اقوام متحدہ میں خطاب کرتے ہوئے 800 سے زائد شہریوں کی ہلاکت پر تشویش کا اظہار کیا۔ <box>831 1820 942 1856</box>
news-column <box>475 20 593 1804</box>
continued-label: بقیہ <box>903 1969 923 1985</box>
story-body-continued: بینک کے اعداد و شمار کے مطابق ترسیلات زر میں اضافہ ہوا ہے، سمندر پار پاکستانیوں نے گزشتہ ماہ ریکارڈ رقم بھیجی۔ ماہرین کا کہنا ہے کہ معیشت استحکام کی جانب گامزن ہے اور برآمدات میں بھی اضافہ دیکھا گیا ہے۔ 3 ماہ کے دوران کرنٹ اکاؤنٹ سرپلس رہا۔ <box>8 464 120 542</box>
story-body-continued: روپے ہے۔ 1 کروڑ روپے کی لاگت سے تیار ہونے والے منصوبے کا افتتاح کیا گیا، پاکستان روپیہ کی قدر 725 ریال فی تولہ رہی۔ سونے کی فی تولہ قیمت میں 1,000 روپے کا اضافہ ہوا۔ <box>126 319 237 371</box>
story-number: 3 <box>923 695 941 711</box>
story-body-continued: حکومت نے نئے منصوبوں کی اجازت دے دی ہے، 2,110 کروڑ روپے کی لاگت آئے گی، 8,000 اور 10,000 روپے کے بانڈز کی قرعہ اندازی ہوگی۔ <box>126 1712 238 1756</box>
story-body-continued: روپے ہے۔ 1 کروڑ روپے کی لاگت سے تیار ہونے والے منصوبے کا افتتاح کیا گیا، پاکستان روپیہ کی قدر 725 ریال فی تولہ رہی۔ سونے کی فی تولہ قیمت میں 1,000 روپے کا اضافہ ہوا۔ <box>126 404 237 457</box>
story-body-continued: اداروں نے بروقت کارروائی کرتے ہوئے بڑی سازش ناکام بنا دی، 38 مشتبہ افراد کو گرفتار کیا گیا۔ <box>714 1630 825 1666</box>
story-title: صدر مملکت <box>728 696 773 707</box>
story-body: محکمہ تعلیم نے موسم گرما کی تعطیلات کا اعلان کر دیا، 11 مئی سے 19 جون تک تعلیمی ادارے بند رہیں گے۔ 17 سے 21 مئی کے دوران امتحانات ہوں گے۔ محکمہ تعلیم نے موسم گرما کی تعطیلات کا اعلان کر دیا، 11 مئی سے 19 جون تک تعلیمی ادارے بند رہیں گے۔ 17 سے 21 مئی کے دوران امتحانات ہوں گے۔ محکمہ تعلیم نے موسم گرما کی تعطیلات کا اعلان کر دیا، 11 مئی سے 19 جون تک تعلیمی ادارے بند رہیں گے۔ 17 سے 21 مئی کے دوران امتحانات ہوں گے۔ محکمہ تعلیم نے موسم گرما کی تعطیلات کا اعلان کر دیا، 11 مئی سے 19 جون تک تعلیمی ادارے بند رہیں گے۔ 17 سے 21 مئی کے دوران امتحانات ہوں گے۔ محکمہ تعلیم نے موسم گرما کی تعطیلات کا اعلان کر دیا، 11 مئی سے 19 جون تک تعلیمی ادارے بند رہیں گے۔ 17 سے 21 مئی کے دوران امتحانات ہوں گے۔ محکمہ تعلیم نے موسم گرما کی تعطیلات کا اعلان کر دیا، 11 مئی سے 19 جون تک تعلیمی ادارے بند رہیں گے۔ 17 سے 21 مئی کے دوران امتحانات ہوں گے۔ محکمہ تعلیم نے موسم گرما کی تعطیلات کا اعلان کر دیا، 11 مئی سے 19 جون تک تعلیمی ادارے بند رہیں گے۔ 17 سے 21 مئی کے دوران امتحانات ہوں گے۔ محکمہ تعلیم نے موسم گرما کی تعطیلات کا اعلان کر دیا، 11 مئی سے 19 جون تک تعلیمی ادارے بند رہیں گے۔ 17 سے 21 مئی کے دوران امتحانات ہوں گے۔ محکمہ تعلیم نے موسم گرما کی تعطیلات کا اعلان کر دیا، 11 مئی سے 19 جون تک تعلیمی ادارے بند رہیں گے۔ 17 سے 21 مئی کے دوران امتحانات ہوں گے۔ <box>596 989 708 1332</box>
story-body-continued: نے کہا کہ ایران کے ساتھ مذاکرات میں پیش رفت ہوئی ہے، امریکی صدر نے خطے میں امن کیلئے پاکستان کے کردار کو سراہا اور کہا کہ سفارتی راستہ ہی بہترین حل ہے۔ <box>831 1458 942 1502</box>
story-body-continued: صوبائی وزیر اطلاعات نے کہا کہ پنجاب حکومت عوامی خدمت کے ایجنڈے پر عمل پیرا ہے۔ <box>244 1049 355 1084</box>
story-continuation-header <box>597 24 708 42</box>
story-body-continued: نے کہا کہ رویت ہلال کمیٹی کا اجلاس طلب کیا گیا ہے، علماء کرام سے مشاورت جاری ہے۔ <box>479 1283 590 1310</box>
story-body-continued: جوڈیشل کمیشن کے اجلاس میں ججز کی تعیناتی کے حوالے سے غور کیا گیا اور 18 نئے ججز کی منظوری دی گئی۔ <box>714 1919 825 1955</box>
story-body-continued: بینک کے اعداد و شمار کے مطابق ترسیلات زر میں اضافہ ہوا ہے، سمندر پار پاکستانیوں نے گزشتہ ماہ ریکارڈ رقم بھیجی۔ ماہرین کا کہنا ہے کہ معیشت استحکام کی جانب گامزن ہے اور برآمدات میں بھی اضافہ دیکھا گیا ہے۔ 3 ماہ کے دوران کرنٹ اکاؤنٹ سرپلس رہا۔ <box>8 208 120 286</box>
story-title: آپریشن <box>385 675 411 686</box>
story-body-continued: نے پاکستان کیلئے 2026 میں مالی امداد کی منظوری دی، 50 کروڑ ڈالر ترقیاتی منصوبوں پر خرچ ہوں گے۔ <box>596 1457 707 1484</box>
story-body-continued: مصر میں ہونے والی کانفرنس میں پاکستان کے وفد نے شرکت کی اور علاقائی تعاون پر بات چیت ہوئی۔ <box>244 734 355 761</box>
story-title: ٹی ڈی پی <box>850 698 886 709</box>
story-body-continued: کے وفد نے پاکستان کے ساتھ تجارتی معاہدوں میں توسیع پر بات چیت کی، جی ایس پی پلس اسٹیٹس برقرار رکھنے پر اتفاق ہوا۔ <box>479 1384 590 1428</box>
continued-label: بقیہ <box>551 1340 571 1356</box>
story-body-continued: پاکستان اسٹاک ایکسچینج میں تیزی کا رجحان رہا، 100 انڈیکس میں 1000 پوائنٹس سے زائد کا اضافہ ہوا۔ سرمایہ کاروں کا اعتماد بحال ہونے سے 0.40 فیصد اضافہ ریکارڈ کیا گیا، 12.00 ارب روپے کے شیئرز کا کاروبار ہوا۔ <box>596 377 708 438</box>
continued-label: بقیہ <box>790 1331 810 1347</box>
story-body: نے کہا کہ بلدیاتی انتخابات جلد کرائے جائیں تاکہ عوامی مسائل نچلی سطح پر حل ہوں۔ نے کہا کہ بلدیاتی انتخابات جلد کرائے جائیں تاکہ عوامی مسائل نچلی سطح پر حل ہوں۔ نے کہا کہ بلدیاتی انتخابات جلد کرائے جائیں تاکہ عوامی مسائل نچلی سطح پر حل ہوں۔ نے کہا کہ بلدیاتی انتخابات جلد کرائے جائیں تاکہ عوامی مسائل نچلی سطح پر حل ہوں۔ نے کہا کہ بلدیاتی انتخابات جلد کرائے جائیں تاکہ عوامی مسائل نچلی سطح پر حل ہوں۔ نے کہا کہ بلدیاتی انتخابات جلد کرائے جائیں تاکہ عوامی مسائل نچلی سطح پر حل ہوں۔ نے کہا کہ بلدیاتی انتخابات جلد کرائے جائیں تاکہ عوامی مسائل نچلی سطح پر حل ہوں۔ نے کہا کہ بلدیاتی انتخابات جلد کرائے جائیں تاکہ عوامی مسائل نچلی سطح پر حل ہوں۔ نے کہا کہ بلدیاتی انتخابات جلد کرائے جائیں تاکہ عوامی مسائل نچلی سطح پر حل ہوں۔ نے کہا کہ بلدیاتی انتخابات جلد کرائے جائیں تاکہ عوامی مسائل نچلی سطح پر حل ہوں۔ <box>126 1304 238 1519</box>
story-body-continued: جوڈیشل کمیشن کے اجلاس میں ججز کی تعیناتی کے حوالے سے غور کیا گیا اور 18 نئے ججز کی منظوری دی گئی۔ <box>714 1834 825 1869</box>
story-body: پاکستان نے 2025-26 کیلئے 32 ارب روپے مختص کیے ہیں، مالی سال 2025 میں 251.6 ارب روپے کا ریونیو حاصل ہوا۔ 170 منصوبوں پر کام جاری ہے۔ پاکستان نے 2025-26 کیلئے 32 ارب روپے مختص کیے ہیں، مالی سال 2025 میں 251.6 ارب روپے کا ریونیو حاصل ہوا۔ 170 منصوبوں پر کام جاری ہے۔ پاکستان نے 2025-26 کیلئے 32 ارب روپے مختص کیے ہیں، مالی سال 2025 میں 251.6 ارب روپے کا ریونیو حاصل ہوا۔ 170 منصوبوں پر کام جاری ہے۔ پاکستان نے 2025-26 کیلئے 32 ارب روپے مختص کیے ہیں، مالی سال 2025 میں 251.6 ارب روپے کا ریونیو حاصل ہوا۔ 170 منصوبوں پر کام جاری ہے۔ پاکستان نے 2025-26 کیلئے 32 ارب روپے مختص کیے ہیں، مالی سال 2025 میں 251.6 ارب روپے کا ریونیو حاصل ہوا۔ 170 منصوبوں پر کام جاری ہے۔ پاکستان نے 2025-26 کیلئے 32 ارب روپے مختص کیے ہیں، مالی سال 2025 میں 251.6 ارب روپے کا ریونیو حاصل ہوا۔ 170 منصوبوں پر کام جاری ہے۔ پاکستان نے 2025-26 کیلئے 32 ارب روپے مختص کیے ہیں، مالی سال 2025 میں 251.6 ارب روپے کا ریونیو حاصل ہوا۔ 170 منصوبوں پر کام جاری ہے۔ پاکستان نے 2025-26 کیلئے 32 ارب روپے مختص کیے ہیں، مالی سال 2025 میں 251.6 ارب روپے کا ریونیو حاصل ہوا۔ 170 منصوبوں پر کام جاری ہے۔ پاکستان نے 2025-26 کیلئے 32 ارب روپے مختص کیے ہیں، مالی سال 2025 میں 251.6 ارب روپے کا ریونیو حاصل ہوا۔ 170 منصوبوں پر کام جاری ہے۔ <box>361 20 473 371</box>
story-body-continued: طور پر شامل کریں۔ سربراہ ٹرمپ کے عدالت میں جمعرات کی رات کے دوران اس بات پر تشویش ظاہر کی گئی ہے کہ اسلام آباد اور واشنگٹن کے درمیان تعلقات میں بہتری کے بعد 10 بلین ڈالر کے منصوبے شروع ہوں گے۔ اسحاق ڈار نے کہا کہ پاکستان کی معیشت مستحکم ہو رہی ہے۔ <box>831 172 942 250</box>
story-number: 7 <box>923 1860 941 1876</box>
story-body-continued: ہزاروں سکھ یاتری اپنی مذہبی رسومات کی ادائیگی کیلئے پاکستان پہنچ گئے، حکومت نے یاتریوں کیلئے بہترین انتظامات کیے ہیں۔ 2005 کے بعد سب سے بڑی تعداد میں یاتری آئے۔ <box>596 914 707 966</box>
story-body-continued: نے کہا کہ رویت ہلال کمیٹی کا اجلاس طلب کیا گیا ہے، علماء کرام سے مشاورت جاری ہے۔ <box>479 1214 590 1242</box>
story-title: عطاء محمد قصوری <box>129 1067 201 1078</box>
story-body-continued: نے کہا کہ اسلام آباد میں سیکیورٹی کے سخت انتظامات کیے گئے ہیں، امن و امان برقرار رکھنے کیلئے تمام ادارے متحرک ہیں۔ <box>831 969 942 1004</box>
story-body-continued: محکمہ تعلیم نے موسم گرما کی تعطیلات کا اعلان کر دیا، 11 مئی سے 19 جون تک تعلیمی ادارے بند رہیں گے۔ 17 سے 21 مئی کے دوران امتحانات ہوں گے۔ <box>596 1100 708 1144</box>
story-continuation-header <box>479 990 590 1008</box>
story-body: وزیر خزانہ نے کہا کہ مالی سال کے اختتام پر ٹیکس وصولی کا ہدف حاصل کر لیا جائے گا اور عالمی مالیاتی اداروں کے ساتھ مذاکرات کامیاب رہے ہیں۔ 25 فیصد اضافہ متوقع ہے۔ وزیر خزانہ نے کہا کہ مالی سال کے اختتام پر ٹیکس وصولی کا ہدف حاصل کر لیا جائے گا اور عالمی مالیاتی اداروں کے ساتھ مذاکرات کامیاب رہے ہیں۔ 25 فیصد اضافہ متوقع ہے۔ وزیر خزانہ نے کہا کہ مالی سال کے اختتام پر ٹیکس وصولی کا ہدف حاصل کر لیا جائے گا اور عالمی مالیاتی اداروں کے ساتھ مذاکرات کامیاب رہے ہیں۔ 25 فیصد اضافہ متوقع ہے۔ <box>831 1027 943 1165</box>
story-continuation-header <box>362 672 473 690</box>
story-body-continued: عدالت نے کیس کی سماعت ملتوی کرتے ہوئے فریقین کو آئندہ تاریخ پر دلائل دینے کی ہدایت کی۔ <box>244 1269 355 1305</box>
story-body-continued: بینک کے اعداد و شمار کے مطابق ترسیلات زر میں اضافہ ہوا ہے، سمندر پار پاکستانیوں نے گزشتہ ماہ ریکارڈ رقم بھیجی۔ ماہرین کا کہنا ہے کہ معیشت استحکام کی جانب گامزن ہے اور برآمدات میں بھی اضافہ دیکھا گیا ہے۔ 3 ماہ کے دوران کرنٹ اکاؤنٹ سرپلس رہا۔ <box>8 661 120 730</box>
story-body-continued: بینک کے اعداد و شمار کے مطابق ترسیلات زر میں اضافہ ہوا ہے، سمندر پار پاکستانیوں نے گزشتہ ماہ ریکارڈ رقم بھیجی۔ ماہرین کا کہنا ہے کہ معیشت استحکام کی جانب گامزن ہے اور برآمدات میں بھی اضافہ دیکھا گیا ہے۔ 3 ماہ کے دوران کرنٹ اکاؤنٹ سرپلس رہا۔ <box>8 1173 120 1243</box>
story-continuation-header <box>714 693 825 711</box>
story-body-continued: نے زرمبادلہ کے ذخائر میں اضافے کی رپورٹ جاری کی، ذخائر 13 ارب ڈالر سے تجاوز کر گئے ہیں اور روپے کی قدر مستحکم ہے۔ 66 ملین ڈالر کی ادائیگی کی گئی۔ <box>714 1198 825 1250</box>
continued-label: بقیہ <box>316 1234 336 1250</box>
story-continuation-header <box>832 1758 943 1776</box>
story-body-continued: بینک کے اعداد و شمار کے مطابق ترسیلات زر میں اضافہ ہوا ہے، سمندر پار پاکستانیوں نے گزشتہ ماہ ریکارڈ رقم بھیجی۔ ماہرین کا کہنا ہے کہ معیشت استحکام کی جانب گامزن ہے اور برآمدات میں بھی اضافہ دیکھا گیا ہے۔ 3 ماہ کے دوران کرنٹ اکاؤنٹ سرپلس رہا۔ <box>8 720 120 799</box>
story-body-continued: بینک کے اعداد و شمار کے مطابق ترسیلات زر میں اضافہ ہوا ہے، سمندر پار پاکستانیوں نے گزشتہ ماہ ریکارڈ رقم بھیجی۔ ماہرین کا کہنا ہے کہ معیشت استحکام کی جانب گامزن ہے اور برآمدات میں بھی اضافہ دیکھا گیا ہے۔ 3 ماہ کے دوران کرنٹ اکاؤنٹ سرپلس رہا۔ <box>8 1430 120 1500</box>
story-number: 29 <box>453 1005 471 1021</box>
story-body-continued: ملاقات میں دو طرفہ تعلقات اور باہمی دلچسپی کے امور پر تبادلہ خیال کیا گیا، 2025-26 کے ترقیاتی بجٹ پر بھی غور ہوا۔ <box>244 45 355 81</box>
story-body-continued: نے عدالت کے باہر میڈیا سے گفتگو میں کہا کہ قانون کی بالادستی کیلئے جدوجہد جاری رکھیں گے۔ <box>831 1230 942 1266</box>
story-body: بینک کے اعداد و شمار کے مطابق ترسیلات زر میں اضافہ ہوا ہے، سمندر پار پاکستانیوں نے گزشتہ ماہ ریکارڈ رقم بھیجی۔ ماہرین کا کہنا ہے کہ معیشت استحکام کی جانب گامزن ہے اور برآمدات میں بھی اضافہ دیکھا گیا ہے۔ 3 ماہ کے دوران کرنٹ اکاؤنٹ سرپلس رہا۔ بینک کے اعداد و شمار کے مطابق ترسیلات زر میں اضافہ ہوا ہے، سمندر پار پاکستانیوں نے گزشتہ ماہ ریکارڈ رقم بھیجی۔ ماہرین کا کہنا ہے کہ معیشت استحکام کی جانب گامزن ہے اور برآمدات میں بھی اضافہ دیکھا گیا ہے۔ 3 ماہ کے دوران کرنٹ اکاؤنٹ سرپلس رہا۔ بینک کے اعداد و شمار کے مطابق ترسیلات زر میں اضافہ ہوا ہے، سمندر پار پاکستانیوں نے گزشتہ ماہ ریکارڈ رقم بھیجی۔ ماہرین کا کہنا ہے کہ معیشت استحکام کی جانب گامزن ہے اور برآمدات میں بھی اضافہ دیکھا گیا ہے۔ 3 ماہ کے دوران کرنٹ اکاؤنٹ سرپلس رہا۔ بینک کے اعداد و شمار کے مطابق ترسیلات زر میں اضافہ ہوا ہے، سمندر پار پاکستانیوں نے گزشتہ ماہ ریکارڈ رقم بھیجی۔ ماہرین کا کہنا ہے کہ معیشت استحکام کی جانب گامزن ہے اور برآمدات میں بھی اضافہ دیکھا گیا ہے۔ 3 ماہ کے دوران کرنٹ اکاؤنٹ سرپلس رہا۔ بینک کے اعداد و شمار کے مطابق ترسیلات زر میں اضافہ ہوا ہے، سمندر پار پاکستانیوں نے گزشتہ ماہ ریکارڈ رقم بھیجی۔ ماہرین کا کہنا ہے کہ معیشت استحکام کی جانب گامزن ہے اور برآمدات میں بھی اضافہ دیکھا گیا ہے۔ 3 ماہ کے دوران کرنٹ اکاؤنٹ سرپلس رہا۔ بینک کے اعداد و شمار کے مطابق ترسیلات زر میں اضافہ ہوا ہے، سمندر پار پاکستانیوں نے گزشتہ ماہ ریکارڈ رقم بھیجی۔ ماہرین کا کہنا ہے کہ معیشت استحکام کی جانب گامزن ہے اور برآمدات میں بھی اضافہ دیکھا گیا ہے۔ 3 ماہ کے دوران کرنٹ اکاؤنٹ سرپلس رہا۔ بینک کے اعداد و شمار کے مطابق ترسیلات زر میں اضافہ ہوا ہے، سمندر پار پاکستانیوں نے گزشتہ ماہ ریکارڈ رقم بھیجی۔ ماہرین کا کہنا ہے کہ معیشت استحکام کی جانب گامزن ہے اور برآمدات میں بھی اضافہ دیکھا گیا ہے۔ 3 ماہ کے دوران کرنٹ اکاؤنٹ سرپلس رہا۔ بینک کے اعداد و شمار کے مطابق ترسیلات زر میں اضافہ ہوا ہے، سمندر پار پاکستانیوں نے گزشتہ ماہ ریکارڈ رقم بھیجی۔ ماہرین کا کہنا ہے کہ معیشت استحکام کی جانب گامزن ہے اور برآمدات میں بھی اضافہ دیکھا گیا ہے۔ 3 ماہ کے دوران کرنٹ اکاؤنٹ سرپلس رہا۔ بینک کے اعداد و شمار کے مطابق ترسیلات زر میں اضافہ ہوا ہے، سمندر پار پاکستانیوں نے گزشتہ ماہ ریکارڈ رقم بھیجی۔ ماہرین کا کہنا ہے کہ معیشت استحکام کی جانب گامزن ہے اور برآمدات میں بھی اضافہ دیکھا گیا ہے۔ 3 ماہ کے دوران کرنٹ اکاؤنٹ سرپلس رہا۔ بینک کے اعداد و شمار کے مطابق ترسیلات زر میں اضافہ ہوا ہے، سمندر پار پاکستانیوں نے گزشتہ ماہ ریکارڈ رقم بھیجی۔ ماہرین کا کہنا ہے کہ معیشت استحکام کی جانب گامزن ہے اور برآمدات میں بھی اضافہ دیکھا گیا ہے۔ 3 ماہ کے دوران کرنٹ اکاؤنٹ سرپلس رہا۔ بینک کے اعداد و شمار کے مطابق ترسیلات زر میں اضافہ ہوا ہے، سمندر پار پاکستانیوں نے گزشتہ ماہ ریکارڈ رقم بھیجی۔ ماہرین کا کہنا ہے کہ معیشت استحکام کی جانب گامزن ہے اور برآمدات میں بھی اضافہ دیکھا گیا ہے۔ 3 ماہ کے دوران کرنٹ اکاؤنٹ سرپلس رہا۔ بینک کے اعداد و شمار کے مطابق ترسیلات زر میں اضافہ ہوا ہے، سمندر پار پاکستانیوں نے گزشتہ ماہ ریکارڈ رقم بھیجی۔ ماہرین کا کہنا ہے کہ معیشت استحکام کی جانب گامزن ہے اور برآمدات میں بھی اضافہ دیکھا گیا ہے۔ 3 ماہ کے دوران کرنٹ اکاؤنٹ سرپلس رہا۔ بینک کے اعداد و شمار کے مطابق ترسیلات زر میں اضافہ ہوا ہے، سمندر پار پاکستانیوں نے گزشتہ ماہ ریکارڈ رقم بھیجی۔ ماہرین کا کہنا ہے کہ معیشت استحکام کی جانب گامزن ہے اور برآمدات میں بھی اضافہ دیکھا گیا ہے۔ 3 ماہ کے دوران کرنٹ اکاؤنٹ سرپلس رہا۔ بینک کے اعداد و شمار کے مطابق ترسیلات زر میں اضافہ ہوا ہے، سمندر پار پاکستانیوں نے گزشتہ ماہ ریکارڈ رقم بھیجی۔ ماہرین کا کہنا ہے کہ معیشت استحکام کی جانب گامزن ہے اور برآمدات میں بھی اضافہ دیکھا گیا ہے۔ 3 ماہ کے دوران کرنٹ اکاؤنٹ سرپلس رہا۔ بینک کے اعداد و شمار کے مطابق ترسیلات زر میں اضافہ ہوا ہے، سمندر پار پاکستانیوں نے گزشتہ ماہ ریکارڈ رقم بھیجی۔ ماہرین کا کہنا ہے کہ معیشت استحکام کی جانب گامزن ہے اور برآمدات میں بھی اضافہ دیکھا گیا ہے۔ 3 ماہ کے دوران کرنٹ اکاؤنٹ سرپلس رہا۔ بینک کے اعداد و شمار کے مطابق ترسیلات زر میں اضافہ ہوا ہے، سمندر پار پاکستانیوں نے گزشتہ ماہ ریکارڈ رقم بھیجی۔ ماہرین کا کہنا ہے کہ معیشت استحکام کی جانب گامزن ہے اور برآمدات میں بھی اضافہ دیکھا گیا ہے۔ 3 ماہ کے دوران کرنٹ اکاؤنٹ سرپلس رہا۔ بینک کے اعداد و شمار کے مطابق ترسیلات زر میں اضافہ ہوا ہے، سمندر پار پاکستانیوں نے گزشتہ ماہ ریکارڈ رقم بھیجی۔ ماہرین کا کہنا ہے کہ معیشت استحکام کی جانب گامزن ہے اور برآمدات میں بھی اضافہ دیکھا گیا ہے۔ 3 ماہ کے دوران کرنٹ اکاؤنٹ سرپلس رہا۔ بینک کے اعداد و شمار کے مطابق ترسیلات زر میں اضافہ ہوا ہے، سمندر پار پاکستانیوں نے گزشتہ ماہ ریکارڈ رقم بھیجی۔ ماہرین کا کہنا ہے کہ معیشت استحکام کی جانب گامزن ہے اور برآمدات میں بھی اضافہ دیکھا گیا ہے۔ 3 ماہ کے دوران کرنٹ اکاؤنٹ سرپلس رہا۔ بینک کے اعداد و شمار کے مطابق ترسیلات زر میں اضافہ ہوا ہے، سمندر پار پاکستانیوں نے گزشتہ ماہ ریکارڈ رقم بھیجی۔ ماہرین کا کہنا ہے کہ معیشت استحکام کی جانب گامزن ہے اور برآمدات میں بھی اضافہ دیکھا گیا ہے۔ 3 ماہ کے دوران کرنٹ اکاؤنٹ سرپلس رہا۔ بینک کے اعداد و شمار کے مطابق ترسیلات زر میں اضافہ ہوا ہے، سمندر پار پاکستانیوں نے گزشتہ ماہ ریکارڈ رقم بھیجی۔ ماہرین کا کہنا ہے کہ معیشت استحکام کی جانب گامزن ہے اور برآمدات میں بھی اضافہ دیکھا گیا ہے۔ 3 ماہ کے دوران کرنٹ اکاؤنٹ سرپلس رہا۔ بینک کے اعداد و شمار کے مطابق ترسیلات زر میں اضافہ ہوا ہے، سمندر پار پاکستانیوں نے گزشتہ ماہ ریکارڈ رقم بھیجی۔ ماہرین کا کہنا ہے کہ معیشت استحکام کی جانب گامزن ہے اور برآمدات میں بھی اضافہ دیکھا گیا ہے۔ 3 ماہ کے دوران کرنٹ اکاؤنٹ سرپلس رہا۔ بینک کے اعداد و شمار کے مطابق ترسیلات زر میں اضافہ ہوا ہے، سمندر پار پاکستانیوں نے گزشتہ ماہ ریکارڈ رقم بھیجی۔ ماہرین کا کہنا ہے کہ معیشت استحکام کی جانب گامزن ہے اور برآمدات میں بھی اضافہ دیکھا گیا ہے۔ 3 ماہ کے دوران کرنٹ اکاؤنٹ سرپلس رہا۔ بینک کے اعداد و شمار کے مطابق ترسیلات زر میں اضافہ ہوا ہے، سمندر پار پاکستانیوں نے گزشتہ ماہ ریکارڈ رقم بھیجی۔ ماہرین کا کہنا ہے کہ معیشت استحکام کی جانب گامزن ہے اور برآمدات میں بھی اضافہ دیکھا گیا ہے۔ 3 ماہ کے دوران کرنٹ اکاؤنٹ سرپلس رہا۔ بینک کے اعداد و شمار کے مطابق ترسیلات زر میں اضافہ ہوا ہے، سمندر پار پاکستانیوں نے گزشتہ ماہ ریکارڈ رقم بھیجی۔ ماہرین کا کہنا ہے کہ معیشت استحکام کی جانب گامزن ہے اور برآمدات میں بھی اضافہ دیکھا گیا ہے۔ 3 ماہ کے دوران کرنٹ اکاؤنٹ سرپلس رہا۔ بینک کے اعداد و شمار کے مطابق ترسیلات زر میں اضافہ ہوا ہے، سمندر پار پاکستانیوں نے گزشتہ ماہ ریکارڈ رقم بھیجی۔ ماہرین کا کہنا ہے کہ معیشت استحکام کی جانب گامزن ہے اور برآمدات میں بھی اضافہ دیکھا گیا ہے۔ 3 ماہ کے دوران کرنٹ اکاؤنٹ سرپلس رہا۔ بینک کے اعداد و شمار کے مطابق ترسیلات زر میں اضافہ ہوا ہے، سمندر پار پاکستانیوں نے گزشتہ ماہ ریکارڈ رقم بھیجی۔ ماہرین کا کہنا ہے کہ معیشت استحکام کی جانب گامزن ہے اور برآمدات میں بھی اضافہ دیکھا گیا ہے۔ 3 ماہ کے دوران کرنٹ اکاؤنٹ سرپلس رہا۔ بینک کے اعداد و شمار کے مطابق ترسیلات زر میں اضافہ ہوا ہے، سمندر پار پاکستانیوں نے گزشتہ ماہ ریکارڈ رقم بھیجی۔ ماہرین کا کہنا ہے کہ معیشت استحکام کی جانب گامزن ہے اور برآمدات میں بھی اضافہ دیکھا گیا ہے۔ 3 ماہ کے دوران کرنٹ اکاؤنٹ سرپلس رہا۔ بینک کے اعداد و شمار کے مطابق ترسیلات زر میں اضافہ ہوا ہے، سمندر پار پاکستانیوں نے گزشتہ ماہ ریکارڈ رقم بھیجی۔ ماہرین کا کہنا ہے کہ معیشت استحکام کی جانب گامزن ہے اور برآمدات میں بھی اضافہ دیکھا گیا ہے۔ 3 ماہ کے دوران کرنٹ اکاؤنٹ سرپلس رہا۔ <box>8 20 120 1824</box>
story-body-continued: سرحدی علاقوں میں ایرانی تیل کی اسمگلنگ کے خلاف کریک ڈاؤن جاری ہے، 10 ہزار لیٹر تیل ضبط۔ <box>244 1738 355 1773</box>
continued-label: بقیہ <box>786 1025 806 1041</box>
story-body-continued: محکمہ تعلیم نے موسم گرما کی تعطیلات کا اعلان کر دیا، 11 مئی سے 19 جون تک تعلیمی ادارے بند رہیں گے۔ 17 سے 21 مئی کے دوران امتحانات ہوں گے۔ <box>596 1168 708 1221</box>
story-body-continued: بینک کے اعداد و شمار کے مطابق ترسیلات زر میں اضافہ ہوا ہے، سمندر پار پاکستانیوں نے گزشتہ ماہ ریکارڈ رقم بھیجی۔ ماہرین کا کہنا ہے کہ معیشت استحکام کی جانب گامزن ہے اور برآمدات میں بھی اضافہ دیکھا گیا ہے۔ 3 ماہ کے دوران کرنٹ اکاؤنٹ سرپلس رہا۔ <box>8 1746 120 1824</box>
story-body: نے کہا کہ 30 جون 2026 کا بجٹ عوام دوست ہوگا اور صحت و تعلیم کے شعبوں میں اصلاحات جاری رہیں گی۔ وزیراعلیٰ نے کہا کہ پنجاب میں 2005 سے اب تک کے ترقیاتی منصوبوں کا جائزہ لیا جا رہا ہے، لاہور میں نئے اسپتال اور سڑکیں بنائی جائیں گی اور کسانوں کو ریلیف دیا جائے گا۔ نے کہا کہ 30 جون 2026 کا بجٹ عوام دوست ہوگا اور صحت و تعلیم کے شعبوں میں اصلاحات جاری رہیں گی۔ وزیراعلیٰ نے کہا کہ پنجاب میں 2005 سے اب تک کے ترقیاتی منصوبوں کا جائزہ لیا جا رہا ہے، لاہور میں نئے اسپتال اور سڑکیں بنائی جائیں گی اور کسانوں کو ریلیف دیا جائے گا۔ نے کہا کہ 30 جون 2026 کا بجٹ عوام دوست ہوگا اور صحت و تعلیم کے شعبوں میں اصلاحات جاری رہیں گی۔ وزیراعلیٰ نے کہا کہ پنجاب میں 2005 سے اب تک کے ترقیاتی منصوبوں کا جائزہ لیا جا رہا ہے، لاہور میں نئے اسپتال اور سڑکیں بنائی جائیں گی اور کسانوں کو ریلیف دیا جائے گا۔ <box>831 273 943 496</box>
story-body-continued: ہزاروں سکھ یاتری اپنی مذہبی رسومات کی ادائیگی کیلئے پاکستان پہنچ گئے، حکومت نے یاتریوں کیلئے بہترین انتظامات کیے ہیں۔ 2005 کے بعد سب سے بڑی تعداد میں یاتری آئے۔ <box>596 657 707 710</box>
story-body-continued: اجلاس میں فیصلہ کیا گیا کہ 27 اپریل 2026 سے نئی پالیسی نافذ العمل ہوگی، 343 افسران کے تبادلے کیے گئے ہیں۔ <box>714 534 825 570</box>
story-body-continued: پاکستان اسٹاک ایکسچینج میں تیزی کا رجحان رہا، 100 انڈیکس میں 1000 پوائنٹس سے زائد کا اضافہ ہوا۔ سرمایہ کاروں کا اعتماد بحال ہونے سے 0.40 فیصد اضافہ ریکارڈ کیا گیا، 12.00 ارب روپے کے شیئرز کا کاروبار ہوا۔ <box>596 155 708 216</box>
story-body-continued: سرحدی علاقوں میں ایرانی تیل کی اسمگلنگ کے خلاف کریک ڈاؤن جاری ہے، 10 ہزار لیٹر تیل ضبط۔ <box>244 1635 355 1671</box>
story-continuation-header <box>597 1590 708 1608</box>
story-continuation-header <box>832 1968 943 1986</box>
story-body-continued: ملاقات میں دو طرفہ تعلقات اور باہمی دلچسپی کے امور پر تبادلہ خیال کیا گیا، 2025-26 کے ترقیاتی بجٹ پر بھی غور ہوا۔ <box>244 225 355 260</box>
story-body-continued: نے پاکستان کیلئے 2026 میں مالی امداد کی منظوری دی، 50 کروڑ ڈالر ترقیاتی منصوبوں پر خرچ ہوں گے۔ <box>596 1560 707 1587</box>
continued-label: بقیہ <box>903 890 923 906</box>
story-body-continued: بینک کے اعداد و شمار کے مطابق ترسیلات زر میں اضافہ ہوا ہے، سمندر پار پاکستانیوں نے گزشتہ ماہ ریکارڈ رقم بھیجی۔ ماہرین کا کہنا ہے کہ معیشت استحکام کی جانب گامزن ہے اور برآمدات میں بھی اضافہ دیکھا گیا ہے۔ 3 ماہ کے دوران کرنٹ اکاؤنٹ سرپلس رہا۔ <box>8 917 120 987</box>
story-body-continued: اجلاس میں وفاقی وزرا نے ملکی صورتحال پر بریفنگ دی، وزیراعظم نے ہدایت کی کہ ترقیاتی منصوبے بروقت مکمل کیے جائیں۔ 2005 سے زیر التوا منصوبوں کیلئے فنڈز جاری کیے گئے ہیں۔ چھوٹے اور درمیانے درجے کے کاروبار (SMEs) کیلئے آسان قرضوں کی سکیم متعارف کرائی گئی ہے۔ <box>479 567 590 645</box>
story-body-continued: نے کہا کہ بلدیاتی انتخابات جلد کرائے جائیں تاکہ عوامی مسائل نچلی سطح پر حل ہوں۔ <box>126 1321 237 1348</box>
story-body-continued: 45 سالہ شخص کو عدالت میں پیش کیا گیا، پولیس کے مطابق ملزم گزشتہ 100 دنوں سے مفرور تھا۔ عدالت نے ریمانڈ منظور کرتے ہوئے تفتیش مکمل کرنے کا حکم دیا۔ 1,000 افراد کے بیانات ریکارڈ کیے گئے ہیں اور 1863 دستاویزات بطور ثبوت پیش کی گئیں۔ <box>714 404 825 474</box>
news-column <box>240 20 358 1825</box>
story-title: شہبہجت <box>263 1237 298 1248</box>
story-body-continued: عالمی مذہبی رہنما نے بین المذاہب ہم آہنگی پر زور دیا اور امن کیلئے مشترکہ کوششوں کی اپیل کی۔ <box>244 428 355 455</box>
news-column <box>358 20 476 1790</box>
story-continuation-header <box>714 1789 825 1807</box>
story-body-continued: اجلاس میں وفاقی وزرا نے ملکی صورتحال پر بریفنگ دی، وزیراعظم نے ہدایت کی کہ ترقیاتی منصوبے بروقت مکمل کیے جائیں۔ 2005 سے زیر التوا منصوبوں کیلئے فنڈز جاری کیے گئے ہیں۔ چھوٹے اور درمیانے درجے کے کاروبار (SMEs) کیلئے آسان قرضوں کی سکیم متعارف کرائی گئی ہے۔ <box>479 225 590 303</box>
story-body-continued: عدالت نے کیس کی سماعت ملتوی کرتے ہوئے فریقین کو آئندہ تاریخ پر دلائل دینے کی ہدایت کی۔ <box>244 1321 355 1348</box>
continued-label: بقیہ <box>668 1591 688 1607</box>
story-body-continued: پاکستان نے 2025-26 کیلئے 32 ارب روپے مختص کیے ہیں، مالی سال 2025 میں 251.6 ارب روپے کا ریونیو حاصل ہوا۔ 170 منصوبوں پر کام جاری ہے۔ <box>361 88 473 141</box>
story-body-continued: کے وفد نے پاکستان کے ساتھ تجارتی معاہدوں میں توسیع پر بات چیت کی، جی ایس پی پلس اسٹیٹس برقرار رکھنے پر اتفاق ہوا۔ <box>479 1572 590 1616</box>
continued-label: بقیہ <box>903 1549 923 1565</box>
story-body-continued: نے اجلاس میں شرکت کی اور تعلیمی اداروں کی بہتری کیلئے تجاویز پیش کیں۔ <box>126 1228 237 1264</box>
story-body-continued: حکومت نے نئے منصوبوں کی اجازت دے دی ہے، 2,110 کروڑ روپے کی لاگت آئے گی، 8,000 اور 10,000 روپے کے بانڈز کی قرعہ اندازی ہوگی۔ <box>126 1781 238 1825</box>
story-continuation-header <box>479 1339 590 1357</box>
story-body-continued: اجلاس میں وفاقی وزرا نے ملکی صورتحال پر بریفنگ دی، وزیراعظم نے ہدایت کی کہ ترقیاتی منصوبے بروقت مکمل کیے جائیں۔ 2005 سے زیر التوا منصوبوں کیلئے فنڈز جاری کیے گئے ہیں۔ چھوٹے اور درمیانے درجے کے کاروبار (SMEs) کیلئے آسان قرضوں کی سکیم متعارف کرائی گئی ہے۔ <box>479 88 590 166</box>
story-body: اسٹیٹ بینک نے شرح سود میں کمی کا اعلان کیا جس سے کاروباری طبقے کو ریلیف ملے گا۔ اسٹیٹ بینک نے شرح سود میں کمی کا اعلان کیا جس سے کاروباری طبقے کو ریلیف ملے گا۔ اسٹیٹ بینک نے شرح سود میں کمی کا اعلان کیا جس سے کاروباری طبقے کو ریلیف ملے گا۔ <box>831 1567 942 1637</box>
continued-label: بقیہ <box>668 970 688 986</box>
story-body-continued: ایرانی وزیر خارجہ نے کہا کہ خطے میں کشیدگی کم کرنے کیلئے پاکستان کا کردار اہم ہے، 1343 ملین ڈالر کا تجارتی حجم ہے۔ <box>361 1661 472 1696</box>
story-body-continued: اقتصادی پابندیوں کے حوالے سے 35 ممالک کے نمائندوں نے اجلاس میں شرکت کی اور 300 ملین ڈالر کے فنڈ کی منظوری دی گئی۔ <box>831 1314 942 1358</box>
story-body-continued: شہباز شریف نے کہا کہ معیشت کی بحالی حکومت کی اولین ترجیح ہے، عوام کو ریلیف دینے کیلئے ہر ممکن اقدام کریں گے۔ <box>596 1635 707 1671</box>
story-body-continued: ملتان میں ہونے والے جلسے میں ہزاروں افراد نے شرکت کی، رہنماؤں نے صوبے کے قیام کا مطالبہ دہرایا۔ <box>126 556 237 583</box>
story-body: نے پاکستان کیلئے 2026 میں مالی امداد کی منظوری دی، 50 کروڑ ڈالر ترقیاتی منصوبوں پر خرچ ہوں گے۔ نے پاکستان کیلئے 2026 میں مالی امداد کی منظوری دی، 50 کروڑ ڈالر ترقیاتی منصوبوں پر خرچ ہوں گے۔ نے پاکستان کیلئے 2026 میں مالی امداد کی منظوری دی، 50 کروڑ ڈالر ترقیاتی منصوبوں پر خرچ ہوں گے۔ نے پاکستان کیلئے 2026 میں مالی امداد کی منظوری دی، 50 کروڑ ڈالر ترقیاتی منصوبوں پر خرچ ہوں گے۔ نے پاکستان کیلئے 2026 میں مالی امداد کی منظوری دی، 50 کروڑ ڈالر ترقیاتی منصوبوں پر خرچ ہوں گے۔ نے پاکستان کیلئے 2026 میں مالی امداد کی منظوری دی، 50 کروڑ ڈالر ترقیاتی منصوبوں پر خرچ ہوں گے۔ نے پاکستان کیلئے 2026 میں مالی امداد کی منظوری دی، 50 کروڑ ڈالر ترقیاتی منصوبوں پر خرچ ہوں گے۔ نے پاکستان کیلئے 2026 میں مالی امداد کی منظوری دی، 50 کروڑ ڈالر ترقیاتی منصوبوں پر خرچ ہوں گے۔ نے پاکستان کیلئے 2026 میں مالی امداد کی منظوری دی، 50 کروڑ ڈالر ترقیاتی منصوبوں پر خرچ ہوں گے۔ <box>596 1355 707 1587</box>
story-body-continued: سیکیورٹی فورسز نے خفیہ اطلاعات پر کارروائی کرتے ہوئے 23 دہشتگردوں کو ہلاک کر دیا، علاقے میں سرچ آپریشن جاری ہے۔ <box>361 726 472 761</box>
continued-label: بقیہ <box>316 970 336 986</box>
story-body-continued: نے پریس کانفرنس میں کہا کہ دہشتگردوں کے خلاف آپریشن کامیابی سے جاری ہے، سیکیورٹی فورسز نے متعدد ٹھکانے تباہ کیے ہیں۔ <box>714 1452 825 1488</box>
story-body-continued: نے پریس کانفرنس میں کہا کہ دہشتگردوں کے خلاف آپریشن کامیابی سے جاری ہے، سیکیورٹی فورسز نے متعدد ٹھکانے تباہ کیے ہیں۔ <box>714 1521 825 1556</box>
story-body: جوڈیشل کمیشن کے اجلاس میں ججز کی تعیناتی کے حوالے سے غور کیا گیا اور 18 نئے ججز کی منظوری دی گئی۔ جوڈیشل کمیشن کے اجلاس میں ججز کی تعیناتی کے حوالے سے غور کیا گیا اور 18 نئے ججز کی منظوری دی گئی۔ جوڈیشل کمیشن کے اجلاس میں ججز کی تعیناتی کے حوالے سے غور کیا گیا اور 18 نئے ججز کی منظوری دی گئی۔ جوڈیشل کمیشن کے اجلاس میں ججز کی تعیناتی کے حوالے سے غور کیا گیا اور 18 نئے ججز کی منظوری دی گئی۔ جوڈیشل کمیشن کے اجلاس میں ججز کی تعیناتی کے حوالے سے غور کیا گیا اور 18 نئے ججز کی منظوری دی گئی۔ جوڈیشل کمیشن کے اجلاس میں ججز کی تعیناتی کے حوالے سے غور کیا گیا اور 18 نئے ججز کی منظوری دی گئی۔ جوڈیشل کمیشن کے اجلاس میں ججز کی تعیناتی کے حوالے سے غور کیا گیا اور 18 نئے ججز کی منظوری دی گئی۔ <box>714 1808 825 2006</box>
story-title: شکیل تنولی <box>141 1288 185 1299</box>
story-body-continued: سیکیورٹی فورسز نے خفیہ اطلاعات پر کارروائی کرتے ہوئے 23 دہشتگردوں کو ہلاک کر دیا، علاقے میں سرچ آپریشن جاری ہے۔ <box>361 828 472 864</box>
story-body-continued: ملتان میں ہونے والے جلسے میں ہزاروں افراد نے شرکت کی، رہنماؤں نے صوبے کے قیام کا مطالبہ دہرایا۔ <box>126 685 237 712</box>
story-body-continued: وزیراعلیٰ سندھ نے کراچی میں ترقیاتی منصوبوں کا افتتاح کیا اور کہا کہ شہر کے مسائل حل کریں گے۔ <box>361 1389 472 1416</box>
story-body-continued: بینک کے اعداد و شمار کے مطابق ترسیلات زر میں اضافہ ہوا ہے، سمندر پار پاکستانیوں نے گزشتہ ماہ ریکارڈ رقم بھیجی۔ ماہرین کا کہنا ہے کہ معیشت استحکام کی جانب گامزن ہے اور برآمدات میں بھی اضافہ دیکھا گیا ہے۔ 3 ماہ کے دوران کرنٹ اکاؤنٹ سرپلس رہا۔ <box>8 1361 120 1440</box>
story-body-continued: ہزاروں سکھ یاتری اپنی مذہبی رسومات کی ادائیگی کیلئے پاکستان پہنچ گئے، حکومت نے یاتریوں کیلئے بہترین انتظامات کیے ہیں۔ 2005 کے بعد سب سے بڑی تعداد میں یاتری آئے۔ <box>596 700 707 753</box>
continued-label: بقیہ <box>903 1270 923 1286</box>
story-body-continued: ایرانی وزیر خارجہ نے کہا کہ خطے میں کشیدگی کم کرنے کیلئے پاکستان کا کردار اہم ہے، 1343 ملین ڈالر کا تجارتی حجم ہے۔ <box>361 1541 472 1577</box>
story-body-continued: پاکستان اسٹاک ایکسچینج میں تیزی کا رجحان رہا، 100 انڈیکس میں 1000 پوائنٹس سے زائد کا اضافہ ہوا۔ سرمایہ کاروں کا اعتماد بحال ہونے سے 0.40 فیصد اضافہ ریکارڈ کیا گیا، 12.00 ارب روپے کے شیئرز کا کاروبار ہوا۔ <box>596 428 707 489</box>
story-body-continued: پاکستان اسٹاک ایکسچینج میں تیزی کا رجحان رہا، 100 انڈیکس میں 1000 پوائنٹس سے زائد کا اضافہ ہوا۔ سرمایہ کاروں کا اعتماد بحال ہونے سے 0.40 فیصد اضافہ ریکارڈ کیا گیا، 12.00 ارب روپے کے شیئرز کا کاروبار ہوا۔ <box>596 266 708 327</box>
story-body-continued: ملاقات میں دو طرفہ تعلقات اور باہمی دلچسپی کے امور پر تبادلہ خیال کیا گیا، 2025-26 کے ترقیاتی بجٹ پر بھی غور ہوا۔ <box>244 319 355 354</box>
story-body-continued: پاکستان نے 2025-26 کیلئے 32 ارب روپے مختص کیے ہیں، مالی سال 2025 میں 251.6 ارب روپے کا ریونیو حاصل ہوا۔ 170 منصوبوں پر کام جاری ہے۔ <box>361 165 473 218</box>
story-body-continued: نے کہا کہ بلدیاتی انتخابات جلد کرائے جائیں تاکہ عوامی مسائل نچلی سطح پر حل ہوں۔ <box>126 1406 237 1433</box>
story-number: 24 <box>688 1591 706 1607</box>
